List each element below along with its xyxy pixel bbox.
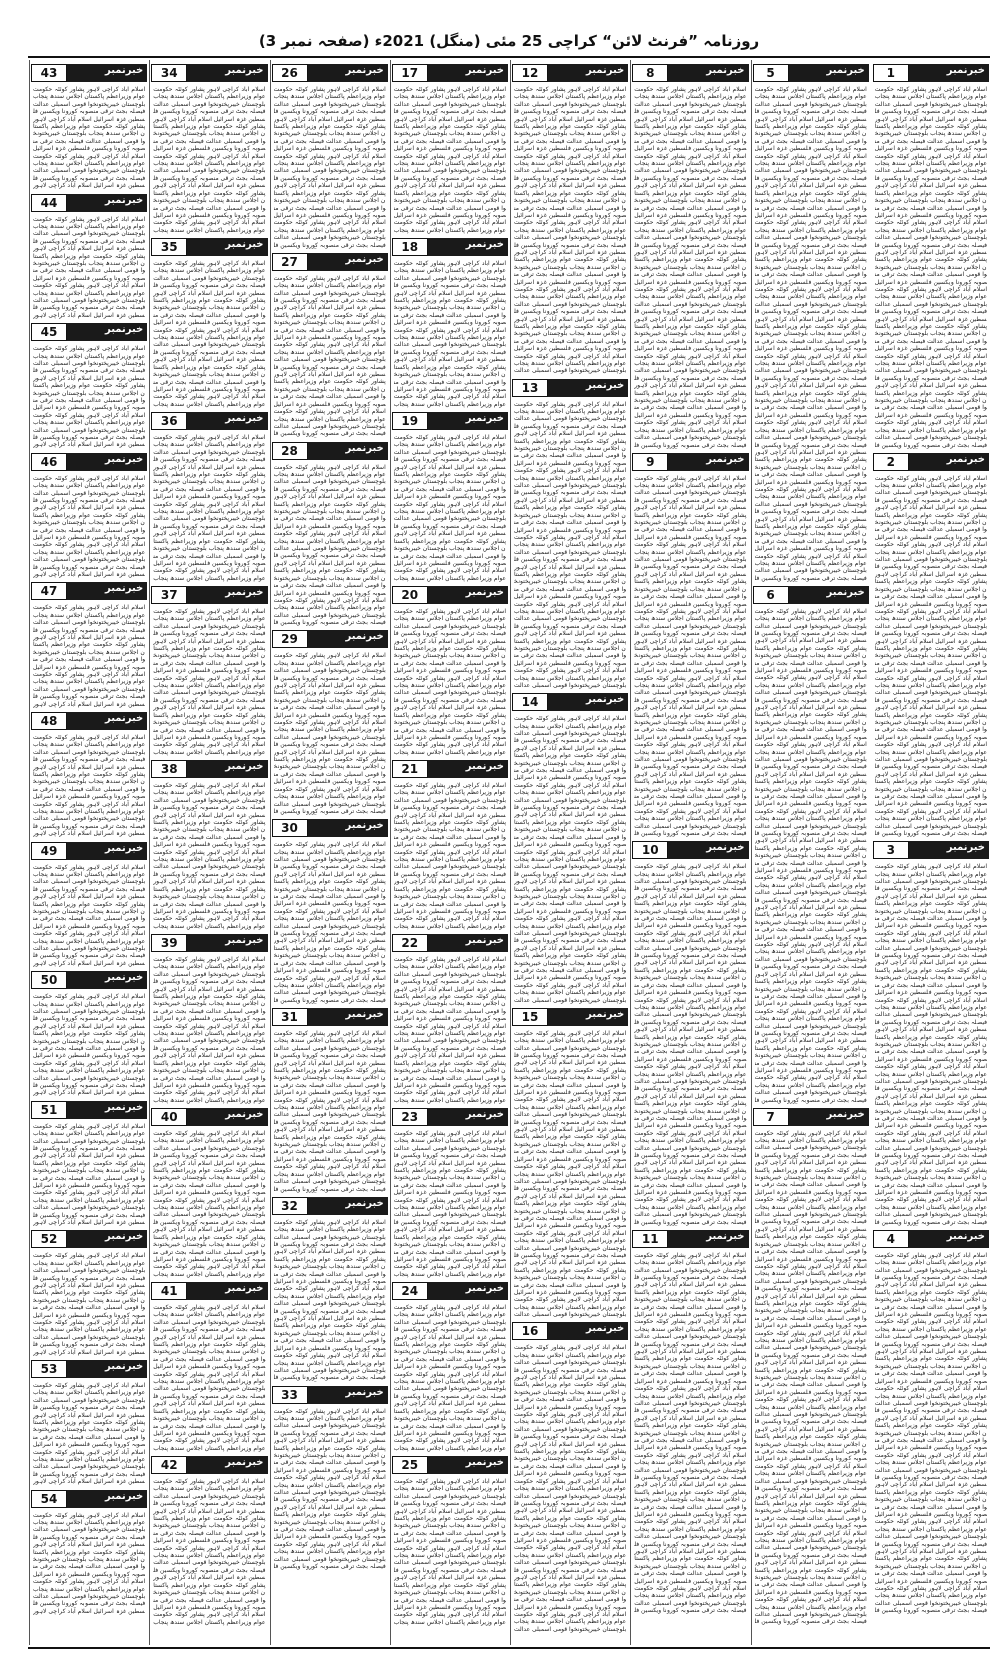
news-item-body: اسلام آباد کراچی لاہور پشاور کوئٹہ حکومت عوام وزیراعظم پاکستان اجلاس سندھ پنجاب بلوچستان خیبرپختونخوا قومی اسمبلی عدالت فیصلہ بجٹ ترقی منصوبہ کورونا ویکسین فلسطین غزہ اسرائیل اسلام آباد کراچی لاہور پشاور کوئٹہ حکومت عوام وزیراعظم پاکستان اجلاس سندھ پنجاب بلوچستان خیبرپختونخوا قومی اسمبلی عدالت فیصلہ بجٹ ترقی منصوبہ کورونا ویکسین فلسطین غزہ اسرائیل اسلام آباد کراچی لاہور پشاور کوئٹہ حکومت عوام وزیراعظم پاکستان اجلاس سندھ پنجاب بلوچستان خیبرپختونخوا قومی اسمبلی عدالت فیصلہ بجٹ ترقی منصوبہ کورونا ویکسین فلسطین غزہ اسرائیل اسلام آباد کراچی لاہور پشاور کوئٹہ حکومت عوام وزیراعظم پاکستان اجلاس سندھ پنجاب بلوچستان خیبرپختونخوا قومی اسمبلی عدالت فیصلہ بجٹ ترقی منصوبہ کورونا ویکسین فلسطین غزہ اسرائیل اسلام آباد کراچی لاہور پشاور کوئٹہ حکومت عوام وزیراعظم پاکستان اجلاس سندھ پنجاب بلوچستان خیبرپختونخوا قومی اسمبلی عدالت فیصلہ بجٹ ترقی منصوبہ کورونا ویکسین فل xyxy=(273,274,386,438)
news-item-number: 41 xyxy=(151,1282,187,1300)
news-item-tag xyxy=(272,630,388,648)
news-item-label: خبرنمبر xyxy=(225,935,264,946)
news-item-label: خبرنمبر xyxy=(465,239,504,250)
news-item-tag xyxy=(31,582,147,600)
news-item-label: خبرنمبر xyxy=(465,65,504,76)
news-item-body: اسلام آباد کراچی لاہور پشاور کوئٹہ حکومت عوام وزیراعظم پاکستان اجلاس سندھ پنجاب بلوچستان خیبرپختونخوا قومی اسمبلی عدالت فیصلہ بجٹ ترقی منصوبہ کورونا ویکسین فلسطین غزہ اسرائیل اسلام آباد کراچی لاہور پشاور کوئٹہ حکومت عوام وزیراعظم پاکستان اجلاس سندھ پنجاب بلوچستان خیبرپختونخوا قومی اسمبلی عدالت فیصلہ بجٹ ترقی منصوبہ کورونا ویکسین فلسطین غزہ اسرائیل اسلام آباد کراچی لاہور پشاور کوئٹہ حکومت عوام وزیراعظم پاکستان اجلاس سندھ پنجاب بلوچستان خیبرپختونخوا قومی اسمبلی عدالت فیصلہ بجٹ ترقی منصوبہ کورونا ویکسین فلسطین غزہ اسرائیل اسلام آباد کراچی لاہور پشاور کوئٹہ حکومت عوام وزیراعظم پاکستان اجلاس سندھ پنجاب بلوچستان خیبرپختونخوا قومی اسمبلی عدالت فیصلہ بجٹ ترقی منصوبہ کورونا ویکسین فلسطین غزہ اسرائیل اسلام آباد کراچی لاہور پشاور کوئٹہ حکومت عوام وزیراعظم پاکستان اجلاس سندھ پنجاب بلوچستان خیبرپختونخوا قومی اسمبلی عدالت فیصلہ بجٹ ترقی منصوبہ کورونا ویکسین فلسطین غزہ اسرائیل اسلام آباد کراچی لاہور پشاور کوئٹہ حکومت عوام وزیراعظم پاکستان اجلاس سندھ پنجاب بلوچستان خیبرپختونخوا قومی اسمبلی عدالت فیصلہ بجٹ ترقی منصوبہ کورونا ویکسین فلسطین غزہ اسرائیل اسلام آباد کراچی لاہور پشاور کوئٹہ حکومت عوام وزیراعظم پاکستان اجلاس سندھ پنجاب بلوچستان خیبرپختونخوا قومی اسمبلی عدالت فیصلہ بجٹ ترقی منصوبہ کورونا ویکسین فلسطین غزہ اسرائیل اسلام آباد کراچی لاہور پشاور کوئٹہ حکومت عوام وزیراعظم پاکستان اجلاس سندھ پنجاب بلوچستان خیبرپختونخوا قومی اسمبلی عدالت فیصلہ بجٹ ترقی منصوبہ کورونا ویکسین فلسطین غزہ اسرائیل اسلام آباد کراچی لاہور پشاور کوئٹہ حکومت عوام وزیراعظم پاکستان اجلاس سندھ پنجاب بلوچستان خیبرپختونخوا قومی اسمبلی عدالت فیصلہ بجٹ ترقی منصوبہ کورونا ویکسین فلسطین غزہ اسرائیل اسلام آباد کراچی لاہور پشاور کوئٹہ حکومت عوام وزیراعظم پاکستان اجلاس سندھ پنجاب بلوچستان خیبرپختونخوا قومی اسمبلی عدالت فیصلہ بجٹ ترقی منصوبہ کورونا ویکسین فلسطین غزہ اسرائیل اسلام آباد کراچی لاہور پشاور کوئٹہ حکومت عوام وزیراعظم پاکستان اجلاس سندھ پنجاب بلوچستان خیبرپختونخوا قومی اسمبلی عدالت فیصلہ بجٹ ترقی منصوبہ کورونا ویکسین فلسطین غزہ اسرائیل اسلام آباد کراچی لاہور پشاور کوئٹہ حکومت عوام وزیراعظم پاکستان اجلاس سندھ پنجاب بلوچستان خیبرپختونخوا قومی اسمبلی عدالت فیصلہ بجٹ ترقی منصوبہ کورونا ویکسین فلسطین غزہ اسرائیل اسلام آباد کراچی لاہور پشاور کوئٹہ حکومت عوام وزیراعظم پاکستان اجلاس سندھ پنجاب بلوچستان خیبرپختونخوا قومی اسمبلی عدالت فیصلہ بجٹ ترقی منصوبہ کورونا ویکسین فلسطین غزہ اسرائیل اسلام آباد کراچی لاہور پشاور کوئٹہ حکومت عوام وزیراعظم پاکستان اجلاس سندھ پنجاب بلوچستان خیبرپختونخوا قومی اسمبلی عدالت فیصلہ بجٹ ترقی منصوبہ کورونا ویکسین فلسطین غزہ اسرائیل اسلام آباد کراچی لاہور پشاور کوئٹہ حکومت عوام وزیراعظم پاکستان اجلاس سندھ پنجاب بلوچستان خیبرپختونخوا قومی اسمبلی عدالت فیصلہ بجٹ ترقی منصوبہ کورونا ویکسین فل xyxy=(754,1129,867,1626)
news-item-tag xyxy=(512,379,628,397)
news-item-tag xyxy=(31,712,147,730)
news-item-tag xyxy=(272,819,388,837)
news-item-body: اسلام آباد کراچی لاہور پشاور کوئٹہ حکومت عوام وزیراعظم پاکستان اجلاس سندھ پنجاب بلوچستان خیبرپختونخوا قومی اسمبلی عدالت فیصلہ بجٹ ترقی منصوبہ کورونا ویکسین فلسطین غزہ اسرائیل اسلام آباد کراچی لاہور پشاور کوئٹہ حکومت عوام وزیراعظم پاکستان اجلاس سندھ پنجاب بلوچستان خیبرپختونخوا قومی اسمبلی عدالت فیصلہ بجٹ ترقی منصوبہ کورونا ویکسین فلسطین غزہ اسرائیل اسلام آباد کراچی لاہور پشاور کوئٹہ حکومت عوام وزیراعظم پاکستان اجلاس سندھ پنجاب بلوچستان خیبرپختونخوا قومی اسمبلی عدالت فیصلہ بجٹ ترقی منصوبہ کورونا ویکسین فلسطین غزہ اسرائیل اسلام آباد کراچی لاہور پشاور کوئٹہ حکومت عوام وزیراعظم پاکستان اجلاس سندھ پنجاب بلوچستان خیبرپختونخوا قومی اسمبلی عدالت فیصلہ بجٹ ترقی منصوبہ کورونا ویکسین فلسطین غزہ اسرائیل اسلام آباد کراچی لاہور پشاور کوئٹہ حکومت عوام وزیراعظم پاکستان اجلاس سندھ پنجاب بلوچستان خیبرپختونخوا قومی اسمبلی عدالت فیصلہ بجٹ ترقی منصوبہ کورونا ویکسین فل xyxy=(273,841,386,1004)
news-item-body: اسلام آباد کراچی لاہور پشاور کوئٹہ حکومت عوام وزیراعظم پاکستان اجلاس سندھ پنجاب بلوچستان خیبرپختونخوا قومی اسمبلی عدالت فیصلہ بجٹ ترقی منصوبہ کورونا ویکسین فلسطین غزہ اسرائیل اسلام آباد کراچی لاہور پشاور کوئٹہ حکومت عوام وزیراعظم پاکستان اجلاس سندھ پنجاب بلوچستان خیبرپختونخوا قومی اسمبلی عدالت فیصلہ بجٹ ترقی منصوبہ کورونا ویکسین فلسطین غزہ اسرائیل اسلام آباد کراچی لاہور پشاور کوئٹہ حکومت عوام وزیراعظم پاکستان اجلاس سندھ پنجاب بلوچستان خیبرپختونخوا قومی اسمبلی عدالت فیصلہ بجٹ ترقی منصوبہ کورونا ویکسین فلسطین غزہ اسرائیل اسلام آباد کراچی لاہور پشاور کوئٹہ حکومت عوام وزیراعظم پاکستان اجلاس سندھ پنجاب بلوچستان خیبرپختونخوا قومی اسمبلی عدالت فیصلہ بجٹ ترقی منصوبہ کورونا ویکسین فلسطین غزہ اسرائیل اسلام آباد کراچی لاہور پشاور کوئٹہ حکومت عوام وزیراعظم پاکستان اجلاس سندھ پنجاب xyxy=(393,86,506,234)
news-item-number: 17 xyxy=(392,64,428,82)
news-item-tag xyxy=(272,253,388,271)
news-col-4 xyxy=(510,60,629,1645)
news-item-body: اسلام آباد کراچی لاہور پشاور کوئٹہ حکومت عوام وزیراعظم پاکستان اجلاس سندھ پنجاب بلوچستان خیبرپختونخوا قومی اسمبلی عدالت فیصلہ بجٹ ترقی منصوبہ کورونا ویکسین فلسطین غزہ اسرائیل اسلام آباد کراچی لاہور پشاور کوئٹہ حکومت عوام وزیراعظم پاکستان اجلاس سندھ پنجاب بلوچستان خیبرپختونخوا قومی اسمبلی عدالت فیصلہ بجٹ ترقی منصوبہ کورونا ویکسین فلسطین غزہ اسرائیل اسلام آباد کراچی لاہور پشاور کوئٹہ حکومت عوام وزیراعظم پاکستان اجلاس سندھ پنجاب بلوچستان خیبرپختونخوا قومی اسمبلی عدالت فیصلہ بجٹ ترقی منصوبہ کورونا ویکسین فلسطین غزہ اسرائیل اسلام آباد کراچی لاہور پشاور کوئٹہ حکومت عوام وزیراعظم پاکستان اجلاس سندھ پنجاب بلوچستان خیبرپختونخوا قومی اسمبلی عدالت فیصلہ بجٹ ترقی منصوبہ کورونا ویکسین فلسطین غزہ اسرائیل اسلام آباد کراچی لاہور پشاور کوئٹہ حکومت عوام وزیراعظم پاکستان اجلاس سندھ پنجاب بلوچستان خیبرپختونخوا قومی اسمبلی عدالت فیصلہ بجٹ ترقی منصوبہ کورونا ویکسین فلسطین غزہ اسرائیل اسلام آباد کراچی لاہور پشاور کوئٹہ حکومت عوام وزیراعظم پاکستان اجلاس سندھ پنجاب بلوچستان خیبرپختونخوا قومی اسمبلی عدالت فیصلہ بجٹ ترقی منصوبہ کورونا ویکسین فلسطین غزہ اسرائیل اسلام آباد کراچی لاہور پشاور کوئٹہ حکومت عوام وزیراعظم پاکستان اجلاس سندھ پنجاب بلوچستان خیبرپختونخوا قومی اسمبلی عدالت فیصلہ بجٹ ترقی منصوبہ کورونا ویکسین فلسطین غزہ اسرائیل اسلام آباد کراچی لاہور پشاور کوئٹہ حکومت عوام وزیراعظم پاکستان اجلاس سندھ پنجاب بلوچستان خیبرپختونخوا قومی اسمبلی عدالت فیصلہ بجٹ ترقی منصوبہ کورونا ویکسین فلسطین غزہ اسرائیل اسلام آباد کراچی لاہور پشاور کوئٹہ حکومت عوام وزیراعظم پاکستان اجلاس سندھ پنجاب بلوچستان خیبرپختونخوا قومی اسمبلی عدالت xyxy=(514,1344,627,1633)
news-item-body: اسلام آباد کراچی لاہور پشاور کوئٹہ حکومت عوام وزیراعظم پاکستان اجلاس سندھ پنجاب بلوچستان خیبرپختونخوا قومی اسمبلی عدالت فیصلہ بجٹ ترقی منصوبہ کورونا ویکسین فلسطین غزہ اسرائیل اسلام آباد کراچی لاہور پشاور کوئٹہ حکومت عوام وزیراعظم پاکستان اجلاس سندھ پنجاب بلوچستان خیبرپختونخوا قومی اسمبلی عدالت فیصلہ بجٹ ترقی منصوبہ کورونا ویکسین فلسطین غزہ اسرائیل اسلام آباد کراچی لاہور پشاور کوئٹہ حکومت عوام وزیراعظم پاکستان اجلاس سندھ پنجاب بلوچستان خیبرپختونخوا قومی اسمبلی عدالت فیصلہ بجٹ ترقی منصوبہ کورونا ویکسین فلسطین غزہ اسرائیل اسلام آباد کراچی لاہور پشاور کوئٹہ حکومت عوام وزیراعظم پاکستان اجلاس سندھ پنجاب بلوچستان خیبرپختونخوا قومی اسمبلی عدالت فیصلہ بجٹ ترقی منصوبہ کورونا ویکسین فلسطین غزہ اسرائیل اسلام آباد کراچی لاہور پشاور کوئٹہ حکومت عوام وزیراعظم پاکستان اجلاس سندھ پنجاب بلوچستان خیبرپختونخوا قومی اسمبلی عدالت فیصلہ بجٹ ترقی منصوبہ کورونا ویکسین فل xyxy=(273,86,386,249)
news-item-tag xyxy=(31,842,147,860)
news-item-label: خبرنمبر xyxy=(225,413,264,424)
news-item-tag xyxy=(392,934,508,952)
news-item-tag xyxy=(272,1008,388,1026)
news-item-label: خبرنمبر xyxy=(345,65,384,76)
news-item-tag xyxy=(873,1230,989,1248)
news-item-body: اسلام آباد کراچی لاہور پشاور کوئٹہ حکومت عوام وزیراعظم پاکستان اجلاس سندھ پنجاب بلوچستان خیبرپختونخوا قومی اسمبلی عدالت فیصلہ بجٹ ترقی منصوبہ کورونا ویکسین فلسطین غزہ اسرائیل اسلام آباد کراچی لاہور پشاور کوئٹہ حکومت عوام وزیراعظم پاکستان اجلاس سندھ پنجاب بلوچستان خیبرپختونخوا قومی اسمبلی عدالت فیصلہ بجٹ ترقی منصوبہ کورونا ویکسین فلسطین غزہ اسرائیل اسلام آباد کراچی لاہور پشاور کوئٹہ حکومت عوام وزیراعظم پاکستان اجلاس سندھ پنجاب بلوچستان خیبرپختونخوا قومی اسمبلی عدالت فیصلہ بجٹ ترقی منصوبہ کورونا ویکسین فلسطین غزہ اسرائیل اسلام آباد کراچی لاہور پشاور کوئٹہ حکومت عوام وزیراعظم پاکستان اجلاس سندھ پنجاب بلوچستان خیبرپختونخوا قومی اسمبلی عدالت فیصلہ بجٹ ترقی منصوبہ کورونا ویکسین فلسطین غزہ اسرائیل اسلام آباد کراچی لاہور پشاور کوئٹہ حکومت عوام وزیراعظم پاکستان اجلاس سندھ پنجاب xyxy=(393,608,506,756)
news-item-tag xyxy=(151,586,267,604)
news-item-label: خبرنمبر xyxy=(826,586,865,598)
news-item-number: 49 xyxy=(31,842,67,860)
news-columns xyxy=(28,60,990,1645)
news-item-label: خبرنمبر xyxy=(465,1457,504,1468)
news-item-tag xyxy=(272,1197,388,1215)
news-item-label: خبرنمبر xyxy=(104,583,144,595)
news-item-label: خبرنمبر xyxy=(585,65,625,76)
news-item-body: اسلام آباد کراچی لاہور پشاور کوئٹہ حکومت عوام وزیراعظم پاکستان اجلاس سندھ پنجاب بلوچستان خیبرپختونخوا قومی اسمبلی عدالت فیصلہ بجٹ ترقی منصوبہ کورونا ویکسین فلسطین غزہ اسرائیل اسلام آباد کراچی لاہور پشاور کوئٹہ حکومت عوام وزیراعظم پاکستان اجلاس سندھ پنجاب بلوچستان خیبرپختونخوا قومی اسمبلی عدالت فیصلہ بجٹ ترقی منصوبہ کورونا ویکسین فلسطین غزہ اسرائیل اسلام آباد کراچی لاہور پشاور کوئٹہ حکومت عوام وزیراعظم پاکستان اجلاس سندھ پنجاب بلوچستان خیبرپختونخوا قومی اسمبلی عدالت فیصلہ بجٹ ترقی منصوبہ کورونا ویکسین فلسطین غزہ اسرائیل اسلام آباد کراچی لاہور پشاور کوئٹہ حکومت عوام وزیراعظم پاکستان اجلاس سندھ پنجاب بلوچستان خیبرپختونخوا قومی اسمبلی عدالت فیصلہ بجٹ ترقی منصوبہ کورونا ویکسین فلسطین غزہ اسرائیل اسلام آباد کراچی لاہور پشاور کوئٹہ حکومت عوام وزیراعظم پاکستان اجلاس سندھ پنجاب xyxy=(153,1478,266,1626)
news-item-body: اسلام آباد کراچی لاہور پشاور کوئٹہ حکومت عوام وزیراعظم پاکستان اجلاس سندھ پنجاب بلوچستان خیبرپختونخوا قومی اسمبلی عدالت فیصلہ بجٹ ترقی منصوبہ کورونا ویکسین فلسطین غزہ اسرائیل اسلام آباد کراچی لاہور پشاور کوئٹہ حکومت عوام وزیراعظم پاکستان اجلاس سندھ پنجاب بلوچستان خیبرپختونخوا قومی اسمبلی عدالت فیصلہ بجٹ ترقی منصوبہ کورونا ویکسین فلسطین غزہ اسرائیل اسلام آباد کراچی لاہور پشاور کوئٹہ حکومت عوام وزیراعظم پاکستان اجلاس سندھ پنجاب بلوچستان خیبرپختونخوا قومی اسمبلی عدالت فیصلہ بجٹ ترقی منصوبہ کورونا ویکسین فلسطین غزہ اسرائیل اسلام آباد کراچی لاہور xyxy=(33,733,146,838)
news-col-2 xyxy=(751,60,870,1645)
news-item-label: خبرنمبر xyxy=(104,65,144,76)
news-item-label: خبرنمبر xyxy=(345,820,384,832)
news-item-label: خبرنمبر xyxy=(706,1230,745,1242)
news-item-number: 18 xyxy=(392,238,428,256)
news-item-body: اسلام آباد کراچی لاہور پشاور کوئٹہ حکومت عوام وزیراعظم پاکستان اجلاس سندھ پنجاب بلوچستان خیبرپختونخوا قومی اسمبلی عدالت فیصلہ بجٹ ترقی منصوبہ کورونا ویکسین فلسطین غزہ اسرائیل اسلام آباد کراچی لاہور پشاور کوئٹہ حکومت عوام وزیراعظم پاکستان اجلاس سندھ پنجاب بلوچستان خیبرپختونخوا قومی اسمبلی عدالت فیصلہ بجٹ ترقی منصوبہ کورونا ویکسین فلسطین غزہ اسرائیل اسلام آباد کراچی لاہور پشاور کوئٹہ حکومت عوام وزیراعظم پاکستان اجلاس سندھ پنجاب بلوچستان خیبرپختونخوا قومی اسمبلی عدالت فیصلہ بجٹ ترقی منصوبہ کورونا ویکسین فلسطین غزہ اسرائیل اسلام آباد کراچی لاہور xyxy=(33,1511,146,1615)
news-item-label: خبرنمبر xyxy=(706,65,745,76)
news-item-body: اسلام آباد کراچی لاہور پشاور کوئٹہ حکومت عوام وزیراعظم پاکستان اجلاس سندھ پنجاب بلوچستان خیبرپختونخوا قومی اسمبلی عدالت فیصلہ بجٹ ترقی منصوبہ کورونا ویکسین فلسطین غزہ اسرائیل اسلام آباد کراچی لاہور پشاور کوئٹہ حکومت عوام وزیراعظم پاکستان اجلاس سندھ پنجاب بلوچستان خیبرپختونخوا قومی اسمبلی عدالت فیصلہ بجٹ ترقی منصوبہ کورونا ویکسین فلسطین غزہ اسرائیل اسلام آباد کراچی لاہور پشاور کوئٹہ حکومت عوام وزیراعظم پاکستان اجلاس سندھ پنجاب بلوچستان خیبرپختونخوا قومی اسمبلی عدالت فیصلہ بجٹ ترقی منصوبہ کورونا ویکسین فلسطین غزہ اسرائیل اسلام آباد کراچی لاہور پشاور کوئٹہ حکومت عوام وزیراعظم پاکستان اجلاس سندھ پنجاب بلوچستان خیبرپختونخوا قومی اسمبلی عدالت فیصلہ بجٹ ترقی منصوبہ کورونا ویکسین فلسطین غزہ اسرائیل اسلام آباد کراچی لاہور پشاور کوئٹہ حکومت عوام وزیراعظم پاکستان اجلاس سندھ پنجاب xyxy=(153,86,266,234)
news-item-body: اسلام آباد کراچی لاہور پشاور کوئٹہ حکومت عوام وزیراعظم پاکستان اجلاس سندھ پنجاب بلوچستان خیبرپختونخوا قومی اسمبلی عدالت فیصلہ بجٹ ترقی منصوبہ کورونا ویکسین فلسطین غزہ اسرائیل اسلام آباد کراچی لاہور پشاور کوئٹہ حکومت عوام وزیراعظم پاکستان اجلاس سندھ پنجاب بلوچستان خیبرپختونخوا قومی اسمبلی عدالت فیصلہ بجٹ ترقی منصوبہ کورونا ویکسین فلسطین غزہ اسرائیل اسلام آباد کراچی لاہور پشاور کوئٹہ حکومت عوام وزیراعظم پاکستان اجلاس سندھ پنجاب بلوچستان خیبرپختونخوا قومی اسمبلی عدالت فیصلہ بجٹ ترقی منصوبہ کورونا ویکسین فلسطین غزہ اسرائیل اسلام آباد کراچی لاہور پشاور کوئٹہ حکومت عوام وزیراعظم پاکستان اجلاس سندھ پنجاب بلوچستان خیبرپختونخوا قومی اسمبلی عدالت فیصلہ بجٹ ترقی منصوبہ کورونا ویکسین فلسطین غزہ اسرائیل اسلام آباد کراچی لاہور پشاور کوئٹہ حکومت عوام وزیراعظم پاکستان اجلاس سندھ پنجاب بلوچستان خیبرپختونخوا قومی اسمبلی عدالت فیصلہ بجٹ ترقی منصوبہ کورونا ویکسین فلسطین غزہ اسرائیل اسلام آباد کراچی لاہور پشاور کوئٹہ حکومت عوام وزیراعظم پاکستان اجلاس سندھ پنجاب بلوچستان خیبرپختونخوا قومی اسمبلی عدالت فیصلہ بجٹ ترقی منصوبہ کورونا ویکسین فلسطین غزہ اسرائیل اسلام آباد کراچی لاہور پشاور کوئٹہ حکومت عوام وزیراعظم پاکستان اجلاس سندھ پنجاب بلوچستان خیبرپختونخوا قومی اسمبلی عدالت فیصلہ بجٹ ترقی منصوبہ کورونا ویکسین فلسطین غزہ اسرائیل اسلام آباد کراچی لاہور پشاور کوئٹہ حکومت عوام وزیراعظم پاکستان اجلاس سندھ پنجاب بلوچستان خیبرپختونخوا قومی اسمبلی عدالت فیصلہ بجٹ ترقی منصوبہ کورونا ویکسین فلسطین غزہ اسرائیل اسلام آباد کراچی لاہور پشاور کوئٹہ حکومت عوام وزیراعظم پاکستان اجلاس سندھ پنجاب بلوچستان خیبرپختونخوا قومی اسمبلی عدالت xyxy=(514,715,627,1004)
news-item-number: 12 xyxy=(512,64,548,82)
news-item-tag xyxy=(272,64,388,82)
news-item-body: اسلام آباد کراچی لاہور پشاور کوئٹہ حکومت عوام وزیراعظم پاکستان اجلاس سندھ پنجاب بلوچستان خیبرپختونخوا قومی اسمبلی عدالت فیصلہ بجٹ ترقی منصوبہ کورونا ویکسین فلسطین غزہ اسرائیل اسلام آباد کراچی لاہور پشاور کوئٹہ حکومت عوام وزیراعظم پاکستان اجلاس سندھ پنجاب بلوچستان خیبرپختونخوا قومی اسمبلی عدالت فیصلہ بجٹ ترقی منصوبہ کورونا ویکسین فلسطین غزہ اسرائیل اسلام آباد کراچی لاہور پشاور کوئٹہ حکومت عوام وزیراعظم پاکستان اجلاس سندھ پنجاب بلوچستان خیبرپختونخوا قومی اسمبلی عدالت فیصلہ بجٹ ترقی منصوبہ کورونا ویکسین فلسطین غزہ اسرائیل اسلام آباد کراچی لاہور پشاور کوئٹہ حکومت عوام وزیراعظم پاکستان اجلاس سندھ پنجاب بلوچستان خیبرپختونخوا قومی اسمبلی عدالت فیصلہ بجٹ ترقی منصوبہ کورونا ویکسین فلسطین غزہ اسرائیل اسلام آباد کراچی لاہور پشاور کوئٹہ حکومت عوام وزیراعظم پاکستان اجلاس سندھ پنجاب بلوچستان خیبرپختونخوا قومی اسمبلی عدالت فیصلہ بجٹ ترقی منصوبہ کورونا ویکسین فل xyxy=(273,652,386,815)
news-item-body: اسلام آباد کراچی لاہور پشاور کوئٹہ حکومت عوام وزیراعظم پاکستان اجلاس سندھ پنجاب بلوچستان خیبرپختونخوا قومی اسمبلی عدالت فیصلہ بجٹ ترقی منصوبہ کورونا ویکسین فلسطین غزہ اسرائیل اسلام آباد کراچی لاہور پشاور کوئٹہ حکومت عوام وزیراعظم پاکستان اجلاس سندھ پنجاب بلوچستان خیبرپختونخوا قومی اسمبلی عدالت فیصلہ بجٹ ترقی منصوبہ کورونا ویکسین فلسطین غزہ اسرائیل اسلام آباد کراچی لاہور پشاور کوئٹہ حکومت عوام وزیراعظم پاکستان اجلاس سندھ پنجاب بلوچستان خیبرپختونخوا قومی اسمبلی عدالت فیصلہ بجٹ ترقی منصوبہ کورونا ویکسین فلسطین غزہ اسرائیل اسلام آباد کراچی لاہور پشاور کوئٹہ حکومت عوام وزیراعظم پاکستان اجلاس سندھ پنجاب بلوچستان خیبرپختونخوا قومی اسمبلی عدالت فیصلہ بجٹ ترقی منصوبہ کورونا ویکسین فلسطین غزہ اسرائیل اسلام آباد کراچی لاہور پشاور کوئٹہ حکومت عوام وزیراعظم پاکستان اجلاس سندھ پنجاب xyxy=(393,782,506,930)
news-item-body: اسلام آباد کراچی لاہور پشاور کوئٹہ حکومت عوام وزیراعظم پاکستان اجلاس سندھ پنجاب بلوچستان خیبرپختونخوا قومی اسمبلی عدالت فیصلہ بجٹ ترقی منصوبہ کورونا ویکسین فلسطین غزہ اسرائیل اسلام آباد کراچی لاہور پشاور کوئٹہ حکومت عوام وزیراعظم پاکستان اجلاس سندھ پنجاب بلوچستان خیبرپختونخوا قومی اسمبلی عدالت فیصلہ بجٹ ترقی منصوبہ کورونا ویکسین فلسطین غزہ اسرائیل اسلام آباد کراچی لاہور پشاور کوئٹہ حکومت عوام وزیراعظم پاکستان اجلاس سندھ پنجاب بلوچستان خیبرپختونخوا قومی اسمبلی عدالت فیصلہ بجٹ ترقی منصوبہ کورونا ویکسین فلسطین غزہ اسرائیل اسلام آباد کراچی لاہور پشاور کوئٹہ حکومت عوام وزیراعظم پاکستان اجلاس سندھ پنجاب بلوچستان خیبرپختونخوا قومی اسمبلی عدالت فیصلہ بجٹ ترقی منصوبہ کورونا ویکسین فلسطین غزہ اسرائیل اسلام آباد کراچی لاہور پشاور کوئٹہ حکومت عوام وزیراعظم پاکستان اجلاس سندھ پنجاب بلوچستان خیبرپختونخوا قومی اسمبلی عدالت فیصلہ بجٹ ترقی منصوبہ کورونا ویکسین فلسطین غزہ اسرائیل اسلام آباد کراچی لاہور پشاور کوئٹہ حکومت عوام وزیراعظم پاکستان اجلاس سندھ پنجاب بلوچستان خیبرپختونخوا قومی اسمبلی عدالت فیصلہ بجٹ ترقی منصوبہ کورونا ویکسین فلسطین غزہ اسرائیل اسلام آباد کراچی لاہور پشاور کوئٹہ حکومت عوام وزیراعظم پاکستان اجلاس سندھ پنجاب بلوچستان خیبرپختونخوا قومی اسمبلی عدالت فیصلہ بجٹ ترقی منصوبہ کورونا ویکسین فلسطین غزہ اسرائیل اسلام آباد کراچی لاہور پشاور کوئٹہ حکومت عوام وزیراعظم پاکستان اجلاس سندھ پنجاب بلوچستان خیبرپختونخوا قومی اسمبلی عدالت فیصلہ بجٹ ترقی منصوبہ کورونا ویکسین فلسطین غزہ اسرائیل اسلام آباد کراچی لاہور پشاور کوئٹہ حکومت عوام وزیراعظم پاکستان اجلاس سندھ پنجاب بلوچستان خیبرپختونخوا قومی اسمبلی عدالت فیصلہ بجٹ ترقی منصوبہ کورونا ویکسین فلسطین غزہ اسرائیل اسلام آباد کراچی لاہور پشاور کوئٹہ حکومت عوام وزیراعظم پاکستان اجلاس سندھ پنجاب بلوچستان خیبرپختونخوا قومی اسمبلی عدالت فیصلہ بجٹ ترقی منصوبہ کورونا ویکسین فلسطین غزہ اسرائیل اسلام آباد کراچی لاہور پشاور کوئٹہ حکومت عوام وزیراعظم پاکستان اجلاس سندھ پنجاب بلوچستان خیبرپختونخوا قومی اسمبلی عدالت فیصلہ بجٹ ترقی منصوبہ کورونا ویکسین فلسطین غزہ اسرائیل اسلام آباد کراچی لاہور پشاور کوئٹہ حکومت عوام وزیراعظم پاکستان اجلاس سندھ پنجاب بلوچستان خیبرپختونخوا قومی اسمبلی عدالت فیصلہ بجٹ ترقی منصوبہ کورونا ویکسین فلسطین غزہ اسرائیل اسلام آباد کراچی لاہور پشاور کوئٹہ حکومت عوام وزیراعظم پاکستان اجلاس سندھ پنجاب بلوچستان خیبرپختونخوا قومی اسمبلی عدالت فیصلہ بجٹ ترقی منصوبہ کورونا ویکسین فلسطین غزہ اسرائیل اسلام آباد کراچی لاہور پشاور کوئٹہ حکومت عوام وزیراعظم پاکستان اجلاس سندھ پنجاب بلوچستان خیبرپختونخوا قومی اسمبلی عدالت فیصلہ بجٹ ترقی منصوبہ کورونا ویکسین فلسطین غزہ اسرائیل اسلام آباد کراچی لاہور پشاور کوئٹہ حکومت عوام وزیراعظم پاکستان اجلاس سندھ پنجاب بلوچستان خیبرپختونخوا قومی اسمبلی عدالت فیصلہ بجٹ ترقی منصوبہ کورونا ویکسین فل xyxy=(754,86,867,582)
masthead xyxy=(28,30,990,58)
news-item-tag xyxy=(151,1282,267,1300)
news-item-body: اسلام آباد کراچی لاہور پشاور کوئٹہ حکومت عوام وزیراعظم پاکستان اجلاس سندھ پنجاب بلوچستان خیبرپختونخوا قومی اسمبلی عدالت فیصلہ بجٹ ترقی منصوبہ کورونا ویکسین فلسطین غزہ اسرائیل اسلام آباد کراچی لاہور پشاور کوئٹہ حکومت عوام وزیراعظم پاکستان اجلاس سندھ پنجاب بلوچستان خیبرپختونخوا قومی اسمبلی عدالت فیصلہ بجٹ ترقی منصوبہ کورونا ویکسین فلسطین غزہ اسرائیل اسلام آباد کراچی لاہور پشاور کوئٹہ حکومت عوام وزیراعظم پاکستان اجلاس سندھ پنجاب بلوچستان خیبرپختونخوا قومی اسمبلی عدالت فیصلہ بجٹ ترقی منصوبہ کورونا ویکسین فلسطین غزہ اسرائیل اسلام آباد کراچی لاہور پشاور کوئٹہ حکومت عوام وزیراعظم پاکستان اجلاس سندھ پنجاب بلوچستان خیبرپختونخوا قومی اسمبلی عدالت فیصلہ بجٹ ترقی منصوبہ کورونا ویکسین فلسطین غزہ اسرائیل اسلام آباد کراچی لاہور پشاور کوئٹہ حکومت عوام وزیراعظم پاکستان اجلاس سندھ پنجاب xyxy=(153,1130,266,1278)
news-item-label: خبرنمبر xyxy=(104,842,144,854)
news-item-body: اسلام آباد کراچی لاہور پشاور کوئٹہ حکومت عوام وزیراعظم پاکستان اجلاس سندھ پنجاب بلوچستان خیبرپختونخوا قومی اسمبلی عدالت فیصلہ بجٹ ترقی منصوبہ کورونا ویکسین فلسطین غزہ اسرائیل اسلام آباد کراچی لاہور پشاور کوئٹہ حکومت عوام وزیراعظم پاکستان اجلاس سندھ پنجاب بلوچستان خیبرپختونخوا قومی اسمبلی عدالت فیصلہ بجٹ ترقی منصوبہ کورونا ویکسین فلسطین غزہ اسرائیل اسلام آباد کراچی لاہور پشاور کوئٹہ حکومت عوام وزیراعظم پاکستان اجلاس سندھ پنجاب بلوچستان خیبرپختونخوا قومی اسمبلی عدالت فیصلہ بجٹ ترقی منصوبہ کورونا ویکسین فلسطین غزہ اسرائیل اسلام آباد کراچی لاہور xyxy=(33,1381,146,1486)
news-item-body: اسلام آباد کراچی لاہور پشاور کوئٹہ حکومت عوام وزیراعظم پاکستان اجلاس سندھ پنجاب بلوچستان خیبرپختونخوا قومی اسمبلی عدالت فیصلہ بجٹ ترقی منصوبہ کورونا ویکسین فلسطین غزہ اسرائیل اسلام آباد کراچی لاہور پشاور کوئٹہ حکومت عوام وزیراعظم پاکستان اجلاس سندھ پنجاب بلوچستان خیبرپختونخوا قومی اسمبلی عدالت فیصلہ بجٹ ترقی منصوبہ کورونا ویکسین فلسطین غزہ اسرائیل اسلام آباد کراچی لاہور پشاور کوئٹہ حکومت عوام وزیراعظم پاکستان اجلاس سندھ پنجاب بلوچستان خیبرپختونخوا قومی اسمبلی عدالت فیصلہ بجٹ ترقی منصوبہ کورونا ویکسین فلسطین غزہ اسرائیل اسلام آباد کراچی لاہور پشاور کوئٹہ حکومت عوام وزیراعظم پاکستان اجلاس سندھ پنجاب بلوچستان خیبرپختونخوا قومی اسمبلی عدالت فیصلہ بجٹ ترقی منصوبہ کورونا ویکسین فلسطین غزہ اسرائیل اسلام آباد کراچی لاہور پشاور کوئٹہ حکومت عوام وزیراعظم پاکستان اجلاس سندھ پنجاب xyxy=(153,782,266,930)
news-item-label: خبرنمبر xyxy=(465,761,504,772)
news-item-body: اسلام آباد کراچی لاہور پشاور کوئٹہ حکومت عوام وزیراعظم پاکستان اجلاس سندھ پنجاب بلوچستان خیبرپختونخوا قومی اسمبلی عدالت فیصلہ بجٹ ترقی منصوبہ کورونا ویکسین فلسطین غزہ اسرائیل اسلام آباد کراچی لاہور پشاور کوئٹہ حکومت عوام وزیراعظم پاکستان اجلاس سندھ پنجاب بلوچستان خیبرپختونخوا قومی اسمبلی عدالت فیصلہ بجٹ ترقی منصوبہ کورونا ویکسین فلسطین غزہ اسرائیل اسلام آباد کراچی لاہور پشاور کوئٹہ حکومت عوام وزیراعظم پاکستان اجلاس سندھ پنجاب بلوچستان خیبرپختونخوا قومی اسمبلی عدالت فیصلہ بجٹ ترقی منصوبہ کورونا ویکسین فلسطین غزہ اسرائیل اسلام آباد کراچی لاہور پشاور کوئٹہ حکومت عوام وزیراعظم پاکستان اجلاس سندھ پنجاب بلوچستان خیبرپختونخوا قومی اسمبلی عدالت فیصلہ بجٹ ترقی منصوبہ کورونا ویکسین فلسطین غزہ اسرائیل اسلام آباد کراچی لاہور پشاور کوئٹہ حکومت عوام وزیراعظم پاکستان اجلاس سندھ پنجاب xyxy=(153,434,266,582)
news-item-body: اسلام آباد کراچی لاہور پشاور کوئٹہ حکومت عوام وزیراعظم پاکستان اجلاس سندھ پنجاب بلوچستان خیبرپختونخوا قومی اسمبلی عدالت فیصلہ بجٹ ترقی منصوبہ کورونا ویکسین فلسطین غزہ اسرائیل اسلام آباد کراچی لاہور پشاور کوئٹہ حکومت عوام وزیراعظم پاکستان اجلاس سندھ پنجاب بلوچستان خیبرپختونخوا قومی اسمبلی عدالت فیصلہ بجٹ ترقی منصوبہ کورونا ویکسین فلسطین غزہ اسرائیل اسلام آباد کراچی لاہور پشاور کوئٹہ حکومت عوام وزیراعظم پاکستان اجلاس سندھ پنجاب بلوچستان خیبرپختونخوا قومی اسمبلی عدالت فیصلہ بجٹ ترقی منصوبہ کورونا ویکسین فلسطین غزہ اسرائیل اسلام آباد کراچی لاہور پشاور کوئٹہ حکومت عوام وزیراعظم پاکستان اجلاس سندھ پنجاب بلوچستان خیبرپختونخوا قومی اسمبلی عدالت فیصلہ بجٹ ترقی منصوبہ کورونا ویکسین فلسطین غزہ اسرائیل اسلام آباد کراچی لاہور پشاور کوئٹہ حکومت عوام وزیراعظم پاکستان اجلاس سندھ پنجاب xyxy=(393,1478,506,1626)
news-item-number: 9 xyxy=(632,453,668,471)
news-item-tag xyxy=(31,323,147,341)
news-item-tag xyxy=(512,1008,628,1026)
news-item-body: اسلام آباد کراچی لاہور پشاور کوئٹہ حکومت عوام وزیراعظم پاکستان اجلاس سندھ پنجاب بلوچستان خیبرپختونخوا قومی اسمبلی عدالت فیصلہ بجٹ ترقی منصوبہ کورونا ویکسین فلسطین غزہ اسرائیل اسلام آباد کراچی لاہور پشاور کوئٹہ حکومت عوام وزیراعظم پاکستان اجلاس سندھ پنجاب بلوچستان خیبرپختونخوا قومی اسمبلی عدالت فیصلہ بجٹ ترقی منصوبہ کورونا ویکسین فلسطین غزہ اسرائیل اسلام آباد کراچی لاہور پشاور کوئٹہ حکومت عوام وزیراعظم پاکستان اجلاس سندھ پنجاب بلوچستان خیبرپختونخوا قومی اسمبلی عدالت فیصلہ بجٹ ترقی منصوبہ کورونا ویکسین فلسطین غزہ اسرائیل اسلام آباد کراچی لاہور پشاور کوئٹہ حکومت عوام وزیراعظم پاکستان اجلاس سندھ پنجاب بلوچستان خیبرپختونخوا قومی اسمبلی عدالت فیصلہ بجٹ ترقی منصوبہ کورونا ویکسین فلسطین غزہ اسرائیل اسلام آباد کراچی لاہور پشاور کوئٹہ حکومت عوام وزیراعظم پاکستان اجلاس سندھ پنجاب بلوچستان خیبرپختونخوا قومی اسمبلی عدالت فیصلہ بجٹ ترقی منصوبہ کورونا ویکسین فلسطین غزہ اسرائیل اسلام آباد کراچی لاہور پشاور کوئٹہ حکومت عوام وزیراعظم پاکستان اجلاس سندھ پنجاب بلوچستان خیبرپختونخوا قومی اسمبلی عدالت فیصلہ بجٹ ترقی منصوبہ کورونا ویکسین فلسطین غزہ اسرائیل اسلام آباد کراچی لاہور پشاور کوئٹہ حکومت عوام وزیراعظم پاکستان اجلاس سندھ پنجاب بلوچستان خیبرپختونخوا قومی اسمبلی عدالت فیصلہ بجٹ ترقی منصوبہ کورونا ویکسین فلسطین غزہ اسرائیل اسلام آباد کراچی لاہور پشاور کوئٹہ حکومت عوام وزیراعظم پاکستان اجلاس سندھ پنجاب بلوچستان خیبرپختونخوا قومی اسمبلی عدالت فیصلہ بجٹ ترقی منصوبہ کورونا ویکسین فلسطین غزہ اسرائیل اسلام آباد کراچی لاہور پشاور کوئٹہ حکومت عوام وزیراعظم پاکستان اجلاس سندھ پنجاب بلوچستان خیبرپختونخوا قومی اسمبلی عدالت فیصلہ بجٹ ترقی منصوبہ کورونا ویکسین فلسطین غزہ اسرائیل اسلام آباد کراچی لاہور پشاور کوئٹہ حکومت عوام وزیراعظم پاکستان اجلاس سندھ پنجاب بلوچستان خیبرپختونخوا قومی اسمبلی عدالت فیصلہ بجٹ ترقی منصوبہ کورونا ویکسین فلسطین غزہ اسرائیل اسلام آباد کراچی لاہور پشاور کوئٹہ حکومت عوام وزیراعظم پاکستان اجلاس سندھ پنجاب بلوچستان خیبرپختونخوا قومی اسمبلی عدالت فیصلہ بجٹ ترقی منصوبہ کورونا ویکسین فلسطین غزہ اسرائیل اسلام آباد کراچی لاہور پشاور کوئٹہ حکومت عوام وزیراعظم پاکستان اجلاس سندھ پنجاب بلوچستان خیبرپختونخوا قومی اسمبلی عدالت فیصلہ بجٹ ترقی منصوبہ کورونا ویکسین فلسطین غزہ اسرائیل اسلام آباد کراچی لاہور پشاور کوئٹہ حکومت عوام وزیراعظم پاکستان اجلاس سندھ پنجاب بلوچستان خیبرپختونخوا قومی اسمبلی عدالت فیصلہ بجٹ ترقی منصوبہ کورونا ویکسین فلسطین غزہ اسرائیل اسلام آباد کراچی لاہور پشاور کوئٹہ حکومت عوام وزیراعظم پاکستان اجلاس سندھ پنجاب بلوچستان خیبرپختونخوا قومی اسمبلی عدالت فیصلہ بجٹ ترقی منصوبہ کورونا ویکسین فلسطین غزہ اسرائیل اسلام آباد کراچی لاہور پشاور کوئٹہ حکومت عوام وزیراعظم پاکستان اجلاس سندھ پنجاب بلوچستان خیبرپختونخوا قومی اسمبلی عدالت فیصلہ بجٹ ترقی منصوبہ کورونا ویکسین فل xyxy=(754,607,867,1104)
news-item-body: اسلام آباد کراچی لاہور پشاور کوئٹہ حکومت عوام وزیراعظم پاکستان اجلاس سندھ پنجاب بلوچستان خیبرپختونخوا قومی اسمبلی عدالت فیصلہ بجٹ ترقی منصوبہ کورونا ویکسین فلسطین غزہ اسرائیل اسلام آباد کراچی لاہور پشاور کوئٹہ حکومت عوام وزیراعظم پاکستان اجلاس سندھ پنجاب بلوچستان خیبرپختونخوا قومی اسمبلی عدالت فیصلہ بجٹ ترقی منصوبہ کورونا ویکسین فلسطین غزہ اسرائیل اسلام آباد کراچی لاہور پشاور کوئٹہ حکومت عوام وزیراعظم پاکستان اجلاس سندھ پنجاب بلوچستان خیبرپختونخوا قومی اسمبلی عدالت فیصلہ بجٹ ترقی منصوبہ کورونا ویکسین فلسطین غزہ اسرائیل اسلام آباد کراچی لاہور پشاور کوئٹہ حکومت عوام وزیراعظم پاکستان اجلاس سندھ پنجاب بلوچستان خیبرپختونخوا قومی اسمبلی عدالت فیصلہ بجٹ ترقی منصوبہ کورونا ویکسین فلسطین غزہ اسرائیل اسلام آباد کراچی لاہور پشاور کوئٹہ حکومت عوام وزیراعظم پاکستان اجلاس سندھ پنجاب بلوچستان خیبرپختونخوا قومی اسمبلی عدالت فیصلہ بجٹ ترقی منصوبہ کورونا ویکسین فل xyxy=(273,1218,386,1382)
news-item-tag xyxy=(873,64,989,82)
news-item-tag xyxy=(512,693,628,711)
news-item-number: 46 xyxy=(31,453,67,471)
news-item-label: خبرنمبر xyxy=(946,65,985,76)
news-item-body: اسلام آباد کراچی لاہور پشاور کوئٹہ حکومت عوام وزیراعظم پاکستان اجلاس سندھ پنجاب بلوچستان خیبرپختونخوا قومی اسمبلی عدالت فیصلہ بجٹ ترقی منصوبہ کورونا ویکسین فلسطین غزہ اسرائیل اسلام آباد کراچی لاہور پشاور کوئٹہ حکومت عوام وزیراعظم پاکستان اجلاس سندھ پنجاب بلوچستان خیبرپختونخوا قومی اسمبلی عدالت فیصلہ بجٹ ترقی منصوبہ کورونا ویکسین فلسطین غزہ اسرائیل اسلام آباد کراچی لاہور پشاور کوئٹہ حکومت عوام وزیراعظم پاکستان اجلاس سندھ پنجاب بلوچستان خیبرپختونخوا قومی اسمبلی عدالت فیصلہ بجٹ ترقی منصوبہ کورونا ویکسین فلسطین غزہ اسرائیل اسلام آباد کراچی لاہور پشاور کوئٹہ حکومت عوام وزیراعظم پاکستان اجلاس سندھ پنجاب بلوچستان خیبرپختونخوا قومی اسمبلی عدالت فیصلہ بجٹ ترقی منصوبہ کورونا ویکسین فلسطین غزہ اسرائیل اسلام آباد کراچی لاہور پشاور کوئٹہ حکومت عوام وزیراعظم پاکستان اجلاس سندھ پنجاب بلوچستان خیبرپختونخوا قومی اسمبلی عدالت فیصلہ بجٹ ترقی منصوبہ کورونا ویکسین فلسطین غزہ اسرائیل اسلام آباد کراچی لاہور پشاور کوئٹہ حکومت عوام وزیراعظم پاکستان اجلاس سندھ پنجاب بلوچستان خیبرپختونخوا قومی اسمبلی عدالت فیصلہ بجٹ ترقی منصوبہ کورونا ویکسین فلسطین غزہ اسرائیل اسلام آباد کراچی لاہور پشاور کوئٹہ حکومت عوام وزیراعظم پاکستان اجلاس سندھ پنجاب بلوچستان خیبرپختونخوا قومی اسمبلی عدالت فیصلہ بجٹ ترقی منصوبہ کورونا ویکسین فلسطین غزہ اسرائیل اسلام آباد کراچی لاہور پشاور کوئٹہ حکومت عوام وزیراعظم پاکستان اجلاس سندھ پنجاب بلوچستان خیبرپختونخوا قومی اسمبلی عدالت فیصلہ بجٹ ترقی منصوبہ کورونا ویکسین فلسطین غزہ اسرائیل اسلام آباد کراچی لاہور پشاور کوئٹہ حکومت عوام وزیراعظم پاکستان اجلاس سندھ پنجاب بلوچستان خیبرپختونخوا قومی اسمبلی عدالت xyxy=(514,1029,627,1319)
news-item-body: اسلام آباد کراچی لاہور پشاور کوئٹہ حکومت عوام وزیراعظم پاکستان اجلاس سندھ پنجاب بلوچستان خیبرپختونخوا قومی اسمبلی عدالت فیصلہ بجٹ ترقی منصوبہ کورونا ویکسین فلسطین غزہ اسرائیل اسلام آباد کراچی لاہور پشاور کوئٹہ حکومت عوام وزیراعظم پاکستان اجلاس سندھ پنجاب بلوچستان خیبرپختونخوا قومی اسمبلی عدالت فیصلہ بجٹ ترقی منصوبہ کورونا ویکسین فلسطین غزہ اسرائیل اسلام آباد کراچی لاہور پشاور کوئٹہ حکومت عوام وزیراعظم پاکستان اجلاس سندھ پنجاب بلوچستان خیبرپختونخوا قومی اسمبلی عدالت فیصلہ بجٹ ترقی منصوبہ کورونا ویکسین فلسطین غزہ اسرائیل اسلام آباد کراچی لاہور پشاور کوئٹہ حکومت عوام وزیراعظم پاکستان اجلاس سندھ پنجاب بلوچستان خیبرپختونخوا قومی اسمبلی عدالت فیصلہ بجٹ ترقی منصوبہ کورونا ویکسین فلسطین غزہ اسرائیل اسلام آباد کراچی لاہور پشاور کوئٹہ حکومت عوام وزیراعظم پاکستان اجلاس سندھ پنجاب xyxy=(153,956,266,1104)
news-col-1 xyxy=(872,60,990,1645)
news-item-number: 1 xyxy=(873,64,909,82)
news-item-label: خبرنمبر xyxy=(345,1008,384,1020)
news-item-number: 28 xyxy=(272,442,308,460)
news-item-label: خبرنمبر xyxy=(345,1386,384,1398)
news-item-number: 15 xyxy=(512,1008,548,1026)
news-item-body: اسلام آباد کراچی لاہور پشاور کوئٹہ حکومت عوام وزیراعظم پاکستان اجلاس سندھ پنجاب بلوچستان خیبرپختونخوا قومی اسمبلی عدالت فیصلہ بجٹ ترقی منصوبہ کورونا ویکسین فلسطین غزہ اسرائیل اسلام آباد کراچی لاہور پشاور کوئٹہ حکومت عوام وزیراعظم پاکستان اجلاس سندھ پنجاب بلوچستان خیبرپختونخوا قومی اسمبلی عدالت فیصلہ بجٹ ترقی منصوبہ کورونا ویکسین فلسطین غزہ اسرائیل اسلام آباد کراچی لاہور پشاور کوئٹہ حکومت عوام وزیراعظم پاکستان اجلاس سندھ پنجاب بلوچستان خیبرپختونخوا قومی اسمبلی عدالت فیصلہ بجٹ ترقی منصوبہ کورونا ویکسین فلسطین غزہ اسرائیل اسلام آباد کراچی لاہور پشاور کوئٹہ حکومت عوام وزیراعظم پاکستان اجلاس سندھ پنجاب بلوچستان خیبرپختونخوا قومی اسمبلی عدالت فیصلہ بجٹ ترقی منصوبہ کورونا ویکسین فلسطین غزہ اسرائیل اسلام آباد کراچی لاہور پشاور کوئٹہ حکومت عوام وزیراعظم پاکستان اجلاس سندھ پنجاب بلوچستان خیبرپختونخوا قومی اسمبلی عدالت فیصلہ بجٹ ترقی منصوبہ کورونا ویکسین فلسطین غزہ اسرائیل اسلام آباد کراچی لاہور پشاور کوئٹہ حکومت عوام وزیراعظم پاکستان اجلاس سندھ پنجاب بلوچستان خیبرپختونخوا قومی اسمبلی عدالت فیصلہ بجٹ ترقی منصوبہ کورونا ویکسین فلسطین غزہ اسرائیل اسلام آباد کراچی لاہور پشاور کوئٹہ حکومت عوام وزیراعظم پاکستان اجلاس سندھ پنجاب بلوچستان خیبرپختونخوا قومی اسمبلی عدالت فیصلہ بجٹ ترقی منصوبہ کورونا ویکسین فلسطین غزہ اسرائیل اسلام آباد کراچی لاہور پشاور کوئٹہ حکومت عوام وزیراعظم پاکستان اجلاس سندھ پنجاب بلوچستان خیبرپختونخوا قومی اسمبلی عدالت فیصلہ بجٹ ترقی منصوبہ کورونا ویکسین فلسطین غزہ اسرائیل اسلام آباد کراچی لاہور پشاور کوئٹہ حکومت عوام وزیراعظم پاکستان اجلاس سندھ پنجاب بلوچستان خیبرپختونخوا قومی اسمبلی عدالت فیصلہ بجٹ ترقی منصوبہ کورونا ویکسین فلسطین غزہ اسرائیل اسلام آباد کراچی لاہور پشاور کوئٹہ حکومت عوام وزیراعظم پاکستان اجلاس سندھ پنجاب بلوچستان خیبرپختونخوا قومی اسمبلی عدالت فیصلہ بجٹ ترقی منصوبہ کورونا ویکسین فلسطین غزہ اسرائیل اسلام آباد کراچی لاہور پشاور کوئٹہ حکومت عوام وزیراعظم پاکستان اجلاس سندھ پنجاب بلوچستان خیبرپختونخوا قومی اسمبلی عدالت فیصلہ بجٹ ترقی منصوبہ کورونا ویکسین فل xyxy=(634,863,747,1226)
news-item-tag xyxy=(632,1230,748,1248)
news-item-label: خبرنمبر xyxy=(706,842,745,854)
news-item-number: 44 xyxy=(31,194,67,212)
news-item-label: خبرنمبر xyxy=(104,972,144,984)
news-item-tag xyxy=(151,1456,267,1474)
news-item-number: 7 xyxy=(753,1108,789,1126)
news-item-number: 14 xyxy=(512,693,548,711)
news-item-label: خبرنمبر xyxy=(225,65,264,76)
news-col-7 xyxy=(149,60,268,1645)
news-item-label: خبرنمبر xyxy=(345,631,384,643)
news-item-tag xyxy=(272,1386,388,1404)
news-item-body: اسلام آباد کراچی لاہور پشاور کوئٹہ حکومت عوام وزیراعظم پاکستان اجلاس سندھ پنجاب بلوچستان خیبرپختونخوا قومی اسمبلی عدالت فیصلہ بجٹ ترقی منصوبہ کورونا ویکسین فلسطین غزہ اسرائیل اسلام آباد کراچی لاہور پشاور کوئٹہ حکومت عوام وزیراعظم پاکستان اجلاس سندھ پنجاب بلوچستان خیبرپختونخوا قومی اسمبلی عدالت فیصلہ بجٹ ترقی منصوبہ کورونا ویکسین فلسطین غزہ اسرائیل اسلام آباد کراچی لاہور پشاور کوئٹہ حکومت عوام وزیراعظم پاکستان اجلاس سندھ پنجاب بلوچستان خیبرپختونخوا قومی اسمبلی عدالت فیصلہ بجٹ ترقی منصوبہ کورونا ویکسین فلسطین غزہ اسرائیل اسلام آباد کراچی لاہور xyxy=(33,474,146,579)
news-item-label: خبرنمبر xyxy=(465,413,504,424)
news-item-tag xyxy=(31,971,147,989)
news-item-label: خبرنمبر xyxy=(345,442,384,454)
news-item-number: 27 xyxy=(272,253,308,271)
news-item-number: 36 xyxy=(151,412,187,430)
news-item-label: خبرنمبر xyxy=(946,842,985,854)
news-item-tag xyxy=(31,1230,147,1248)
news-item-body: اسلام آباد کراچی لاہور پشاور کوئٹہ حکومت عوام وزیراعظم پاکستان اجلاس سندھ پنجاب بلوچستان خیبرپختونخوا قومی اسمبلی عدالت فیصلہ بجٹ ترقی منصوبہ کورونا ویکسین فلسطین غزہ اسرائیل اسلام آباد کراچی لاہور پشاور کوئٹہ حکومت عوام وزیراعظم پاکستان اجلاس سندھ پنجاب بلوچستان خیبرپختونخوا قومی اسمبلی عدالت فیصلہ بجٹ ترقی منصوبہ کورونا ویکسین فلسطین غزہ اسرائیل اسلام آباد کراچی لاہور پشاور کوئٹہ حکومت عوام وزیراعظم پاکستان اجلاس سندھ پنجاب بلوچستان خیبرپختونخوا قومی اسمبلی عدالت فیصلہ بجٹ ترقی منصوبہ کورونا ویکسین فلسطین غزہ اسرائیل اسلام آباد کراچی لاہور xyxy=(33,604,146,708)
news-item-label: خبرنمبر xyxy=(345,1197,384,1209)
news-item-number: 23 xyxy=(392,1108,428,1126)
news-item-body: اسلام آباد کراچی لاہور پشاور کوئٹہ حکومت عوام وزیراعظم پاکستان اجلاس سندھ پنجاب بلوچستان خیبرپختونخوا قومی اسمبلی عدالت فیصلہ بجٹ ترقی منصوبہ کورونا ویکسین فلسطین غزہ اسرائیل اسلام آباد کراچی لاہور پشاور کوئٹہ حکومت عوام وزیراعظم پاکستان اجلاس سندھ پنجاب بلوچستان خیبرپختونخوا قومی اسمبلی عدالت فیصلہ بجٹ ترقی منصوبہ کورونا ویکسین فلسطین غزہ اسرائیل اسلام آباد کراچی لاہور پشاور کوئٹہ حکومت عوام وزیراعظم پاکستان اجلاس سندھ پنجاب بلوچستان خیبرپختونخوا قومی اسمبلی عدالت فیصلہ بجٹ ترقی منصوبہ کورونا ویکسین فلسطین غزہ اسرائیل اسلام آباد کراچی لاہور پشاور کوئٹہ حکومت عوام وزیراعظم پاکستان اجلاس سندھ پنجاب بلوچستان خیبرپختونخوا قومی اسمبلی عدالت فیصلہ بجٹ ترقی منصوبہ کورونا ویکسین فلسطین غزہ اسرائیل اسلام آباد کراچی لاہور پشاور کوئٹہ حکومت عوام وزیراعظم پاکستان اجلاس سندھ پنجاب xyxy=(393,956,506,1104)
news-item-label: خبرنمبر xyxy=(585,694,625,706)
news-col-5 xyxy=(390,60,509,1645)
news-item-number: 16 xyxy=(512,1322,548,1340)
news-item-number: 43 xyxy=(31,64,67,82)
news-item-number: 42 xyxy=(151,1456,187,1474)
news-item-tag xyxy=(512,1322,628,1340)
news-item-tag xyxy=(151,934,267,952)
news-item-tag xyxy=(272,442,388,460)
news-item-body: اسلام آباد کراچی لاہور پشاور کوئٹہ حکومت عوام وزیراعظم پاکستان اجلاس سندھ پنجاب بلوچستان خیبرپختونخوا قومی اسمبلی عدالت فیصلہ بجٹ ترقی منصوبہ کورونا ویکسین فلسطین غزہ اسرائیل اسلام آباد کراچی لاہور پشاور کوئٹہ حکومت عوام وزیراعظم پاکستان اجلاس سندھ پنجاب بلوچستان خیبرپختونخوا قومی اسمبلی عدالت فیصلہ بجٹ ترقی منصوبہ کورونا ویکسین فلسطین غزہ اسرائیل اسلام آباد کراچی لاہور پشاور کوئٹہ حکومت عوام وزیراعظم پاکستان اجلاس سندھ پنجاب بلوچستان خیبرپختونخوا قومی اسمبلی عدالت فیصلہ بجٹ ترقی منصوبہ کورونا ویکسین فلسطین غزہ اسرائیل اسلام آباد کراچی لاہور پشاور کوئٹہ حکومت عوام وزیراعظم پاکستان اجلاس سندھ پنجاب بلوچستان خیبرپختونخوا قومی اسمبلی عدالت فیصلہ بجٹ ترقی منصوبہ کورونا ویکسین فلسطین غزہ اسرائیل اسلام آباد کراچی لاہور پشاور کوئٹہ حکومت عوام وزیراعظم پاکستان اجلاس سندھ پنجاب بلوچستان خیبرپختونخوا قومی اسمبلی عدالت فیصلہ بجٹ ترقی منصوبہ کورونا ویکسین فلسطین غزہ اسرائیل اسلام آباد کراچی لاہور پشاور کوئٹہ حکومت عوام وزیراعظم پاکستان اجلاس سندھ پنجاب بلوچستان خیبرپختونخوا قومی اسمبلی عدالت فیصلہ بجٹ ترقی منصوبہ کورونا ویکسین فلسطین غزہ اسرائیل اسلام آباد کراچی لاہور پشاور کوئٹہ حکومت عوام وزیراعظم پاکستان اجلاس سندھ پنجاب بلوچستان خیبرپختونخوا قومی اسمبلی عدالت فیصلہ بجٹ ترقی منصوبہ کورونا ویکسین فلسطین غزہ اسرائیل اسلام آباد کراچی لاہور پشاور کوئٹہ حکومت عوام وزیراعظم پاکستان اجلاس سندھ پنجاب بلوچستان خیبرپختونخوا قومی اسمبلی عدالت فیصلہ بجٹ ترقی منصوبہ کورونا ویکسین فلسطین غزہ اسرائیل اسلام آباد کراچی لاہور پشاور کوئٹہ حکومت عوام وزیراعظم پاکستان اجلاس سندھ پنجاب بلوچستان خیبرپختونخوا قومی اسمبلی عدالت فیصلہ بجٹ ترقی منصوبہ کورونا ویکسین فلسطین غزہ اسرائیل اسلام آباد کراچی لاہور پشاور کوئٹہ حکومت عوام وزیراعظم پاکستان اجلاس سندھ پنجاب بلوچستان خیبرپختونخوا قومی اسمبلی عدالت فیصلہ بجٹ ترقی منصوبہ کورونا ویکسین فلسطین غزہ اسرائیل اسلام آباد کراچی لاہور پشاور کوئٹہ حکومت عوام وزیراعظم پاکستان اجلاس سندھ پنجاب بلوچستان خیبرپختونخوا قومی اسمبلی عدالت فیصلہ بجٹ ترقی منصوبہ کورونا ویکسین فل xyxy=(874,863,987,1226)
news-item-tag xyxy=(873,841,989,859)
masthead-title: روزنامہ ”فرنٹ لائن“ کراچی 25 مئی (منگل) 2021ء (صفحہ نمبر 3) xyxy=(258,32,760,50)
news-item-body: اسلام آباد کراچی لاہور پشاور کوئٹہ حکومت عوام وزیراعظم پاکستان اجلاس سندھ پنجاب بلوچستان خیبرپختونخوا قومی اسمبلی عدالت فیصلہ بجٹ ترقی منصوبہ کورونا ویکسین فلسطین غزہ اسرائیل اسلام آباد کراچی لاہور پشاور کوئٹہ حکومت عوام وزیراعظم پاکستان اجلاس سندھ پنجاب بلوچستان خیبرپختونخوا قومی اسمبلی عدالت فیصلہ بجٹ ترقی منصوبہ کورونا ویکسین فلسطین غزہ اسرائیل اسلام آباد کراچی لاہور پشاور کوئٹہ حکومت عوام وزیراعظم پاکستان اجلاس سندھ پنجاب بلوچستان خیبرپختونخوا قومی اسمبلی عدالت فیصلہ بجٹ ترقی منصوبہ کورونا ویکسین فلسطین غزہ اسرائیل اسلام آباد کراچی لاہور xyxy=(33,215,146,319)
news-item-number: 8 xyxy=(632,64,668,82)
news-item-label: خبرنمبر xyxy=(104,324,144,336)
news-item-label: خبرنمبر xyxy=(465,1283,504,1294)
news-item-label: خبرنمبر xyxy=(706,453,745,465)
news-item-tag xyxy=(632,453,748,471)
news-item-number: 25 xyxy=(392,1456,428,1474)
news-item-tag xyxy=(632,64,748,82)
news-item-number: 40 xyxy=(151,1108,187,1126)
news-item-tag xyxy=(151,412,267,430)
news-item-number: 35 xyxy=(151,238,187,256)
news-item-label: خبرنمبر xyxy=(225,1283,264,1294)
news-item-number: 26 xyxy=(272,64,308,82)
news-item-number: 48 xyxy=(31,712,67,730)
news-item-number: 52 xyxy=(31,1230,67,1248)
news-item-tag xyxy=(753,586,869,604)
news-item-label: خبرنمبر xyxy=(104,194,144,206)
news-item-body: اسلام آباد کراچی لاہور پشاور کوئٹہ حکومت عوام وزیراعظم پاکستان اجلاس سندھ پنجاب بلوچستان خیبرپختونخوا قومی اسمبلی عدالت فیصلہ بجٹ ترقی منصوبہ کورونا ویکسین فلسطین غزہ اسرائیل اسلام آباد کراچی لاہور پشاور کوئٹہ حکومت عوام وزیراعظم پاکستان اجلاس سندھ پنجاب بلوچستان خیبرپختونخوا قومی اسمبلی عدالت فیصلہ بجٹ ترقی منصوبہ کورونا ویکسین فلسطین غزہ اسرائیل اسلام آباد کراچی لاہور پشاور کوئٹہ حکومت عوام وزیراعظم پاکستان اجلاس سندھ پنجاب بلوچستان خیبرپختونخوا قومی اسمبلی عدالت فیصلہ بجٹ ترقی منصوبہ کورونا ویکسین فلسطین غزہ اسرائیل اسلام آباد کراچی لاہور پشاور کوئٹہ حکومت عوام وزیراعظم پاکستان اجلاس سندھ پنجاب بلوچستان خیبرپختونخوا قومی اسمبلی عدالت فیصلہ بجٹ ترقی منصوبہ کورونا ویکسین فلسطین غزہ اسرائیل اسلام آباد کراچی لاہور پشاور کوئٹہ حکومت عوام وزیراعظم پاکستان اجلاس سندھ پنجاب xyxy=(393,1304,506,1452)
news-item-tag xyxy=(151,1108,267,1126)
news-item-body: اسلام آباد کراچی لاہور پشاور کوئٹہ حکومت عوام وزیراعظم پاکستان اجلاس سندھ پنجاب بلوچستان خیبرپختونخوا قومی اسمبلی عدالت فیصلہ بجٹ ترقی منصوبہ کورونا ویکسین فلسطین غزہ اسرائیل اسلام آباد کراچی لاہور پشاور کوئٹہ حکومت عوام وزیراعظم پاکستان اجلاس سندھ پنجاب بلوچستان خیبرپختونخوا قومی اسمبلی عدالت فیصلہ بجٹ ترقی منصوبہ کورونا ویکسین فلسطین غزہ اسرائیل اسلام آباد کراچی لاہور پشاور کوئٹہ حکومت عوام وزیراعظم پاکستان اجلاس سندھ پنجاب بلوچستان خیبرپختونخوا قومی اسمبلی عدالت فیصلہ بجٹ ترقی منصوبہ کورونا ویکسین فلسطین غزہ اسرائیل اسلام آباد کراچی لاہور xyxy=(33,86,146,190)
news-item-tag xyxy=(31,64,147,82)
news-item-tag xyxy=(392,412,508,430)
news-item-number: 22 xyxy=(392,934,428,952)
news-item-tag xyxy=(873,453,989,471)
news-item-body: اسلام آباد کراچی لاہور پشاور کوئٹہ حکومت عوام وزیراعظم پاکستان اجلاس سندھ پنجاب بلوچستان خیبرپختونخوا قومی اسمبلی عدالت فیصلہ بجٹ ترقی منصوبہ کورونا ویکسین فلسطین غزہ اسرائیل اسلام آباد کراچی لاہور پشاور کوئٹہ حکومت عوام وزیراعظم پاکستان اجلاس سندھ پنجاب بلوچستان خیبرپختونخوا قومی اسمبلی عدالت فیصلہ بجٹ ترقی منصوبہ کورونا ویکسین فلسطین غزہ اسرائیل اسلام آباد کراچی لاہور پشاور کوئٹہ حکومت عوام وزیراعظم پاکستان اجلاس سندھ پنجاب بلوچستان خیبرپختونخوا قومی اسمبلی عدالت فیصلہ بجٹ ترقی منصوبہ کورونا ویکسین فلسطین غزہ اسرائیل اسلام آباد کراچی لاہور پشاور کوئٹہ حکومت عوام وزیراعظم پاکستان اجلاس سندھ پنجاب بلوچستان خیبرپختونخوا قومی اسمبلی عدالت فیصلہ بجٹ ترقی منصوبہ کورونا ویکسین فلسطین غزہ اسرائیل اسلام آباد کراچی لاہور پشاور کوئٹہ حکومت عوام وزیراعظم پاکستان اجلاس سندھ پنجاب xyxy=(393,260,506,408)
news-item-tag xyxy=(392,1108,508,1126)
news-item-number: 47 xyxy=(31,582,67,600)
news-item-number: 20 xyxy=(392,586,428,604)
news-item-label: خبرنمبر xyxy=(465,1109,504,1120)
news-item-tag xyxy=(151,64,267,82)
news-item-tag xyxy=(31,1101,147,1119)
news-item-body: اسلام آباد کراچی لاہور پشاور کوئٹہ حکومت عوام وزیراعظم پاکستان اجلاس سندھ پنجاب بلوچستان خیبرپختونخوا قومی اسمبلی عدالت فیصلہ بجٹ ترقی منصوبہ کورونا ویکسین فلسطین غزہ اسرائیل اسلام آباد کراچی لاہور پشاور کوئٹہ حکومت عوام وزیراعظم پاکستان اجلاس سندھ پنجاب بلوچستان خیبرپختونخوا قومی اسمبلی عدالت فیصلہ بجٹ ترقی منصوبہ کورونا ویکسین فلسطین غزہ اسرائیل اسلام آباد کراچی لاہور پشاور کوئٹہ حکومت عوام وزیراعظم پاکستان اجلاس سندھ پنجاب بلوچستان خیبرپختونخوا قومی اسمبلی عدالت فیصلہ بجٹ ترقی منصوبہ کورونا ویکسین فلسطین غزہ اسرائیل اسلام آباد کراچی لاہور xyxy=(33,1122,146,1227)
news-item-label: خبرنمبر xyxy=(104,1490,144,1502)
news-item-label: خبرنمبر xyxy=(465,587,504,598)
news-item-number: 21 xyxy=(392,760,428,778)
news-col-8 xyxy=(29,60,148,1645)
news-item-number: 31 xyxy=(272,1008,308,1026)
footer-rule xyxy=(28,1647,990,1649)
news-item-number: 51 xyxy=(31,1101,67,1119)
news-item-body: اسلام آباد کراچی لاہور پشاور کوئٹہ حکومت عوام وزیراعظم پاکستان اجلاس سندھ پنجاب بلوچستان خیبرپختونخوا قومی اسمبلی عدالت فیصلہ بجٹ ترقی منصوبہ کورونا ویکسین فلسطین غزہ اسرائیل اسلام آباد کراچی لاہور پشاور کوئٹہ حکومت عوام وزیراعظم پاکستان اجلاس سندھ پنجاب بلوچستان خیبرپختونخوا قومی اسمبلی عدالت فیصلہ بجٹ ترقی منصوبہ کورونا ویکسین فلسطین غزہ اسرائیل اسلام آباد کراچی لاہور پشاور کوئٹہ حکومت عوام وزیراعظم پاکستان اجلاس سندھ پنجاب بلوچستان خیبرپختونخوا قومی اسمبلی عدالت فیصلہ بجٹ ترقی منصوبہ کورونا ویکسین فلسطین غزہ اسرائیل اسلام آباد کراچی لاہور پشاور کوئٹہ حکومت عوام وزیراعظم پاکستان اجلاس سندھ پنجاب بلوچستان خیبرپختونخوا قومی اسمبلی عدالت فیصلہ بجٹ ترقی منصوبہ کورونا ویکسین فلسطین غزہ اسرائیل اسلام آباد کراچی لاہور پشاور کوئٹہ حکومت عوام وزیراعظم پاکستان اجلاس سندھ پنجاب xyxy=(393,1130,506,1278)
news-item-label: خبرنمبر xyxy=(104,1101,144,1113)
news-item-number: 5 xyxy=(753,64,789,82)
news-item-body: اسلام آباد کراچی لاہور پشاور کوئٹہ حکومت عوام وزیراعظم پاکستان اجلاس سندھ پنجاب بلوچستان خیبرپختونخوا قومی اسمبلی عدالت فیصلہ بجٹ ترقی منصوبہ کورونا ویکسین فلسطین غزہ اسرائیل اسلام آباد کراچی لاہور پشاور کوئٹہ حکومت عوام وزیراعظم پاکستان اجلاس سندھ پنجاب بلوچستان خیبرپختونخوا قومی اسمبلی عدالت فیصلہ بجٹ ترقی منصوبہ کورونا ویکسین فلسطین غزہ اسرائیل اسلام آباد کراچی لاہور پشاور کوئٹہ حکومت عوام وزیراعظم پاکستان اجلاس سندھ پنجاب بلوچستان خیبرپختونخوا قومی اسمبلی عدالت فیصلہ بجٹ ترقی منصوبہ کورونا ویکسین فلسطین غزہ اسرائیل اسلام آباد کراچی لاہور xyxy=(33,863,146,967)
news-item-number: 29 xyxy=(272,630,308,648)
news-item-number: 50 xyxy=(31,971,67,989)
news-item-tag xyxy=(151,760,267,778)
news-item-body: اسلام آباد کراچی لاہور پشاور کوئٹہ حکومت عوام وزیراعظم پاکستان اجلاس سندھ پنجاب بلوچستان خیبرپختونخوا قومی اسمبلی عدالت فیصلہ بجٹ ترقی منصوبہ کورونا ویکسین فلسطین غزہ اسرائیل اسلام آباد کراچی لاہور پشاور کوئٹہ حکومت عوام وزیراعظم پاکستان اجلاس سندھ پنجاب بلوچستان خیبرپختونخوا قومی اسمبلی عدالت فیصلہ بجٹ ترقی منصوبہ کورونا ویکسین فلسطین غزہ اسرائیل اسلام آباد کراچی لاہور پشاور کوئٹہ حکومت عوام وزیراعظم پاکستان اجلاس سندھ پنجاب بلوچستان خیبرپختونخوا قومی اسمبلی عدالت فیصلہ بجٹ ترقی منصوبہ کورونا ویکسین فلسطین غزہ اسرائیل اسلام آباد کراچی لاہور پشاور کوئٹہ حکومت عوام وزیراعظم پاکستان اجلاس سندھ پنجاب بلوچستان خیبرپختونخوا قومی اسمبلی عدالت فیصلہ بجٹ ترقی منصوبہ کورونا ویکسین فلسطین غزہ اسرائیل اسلام آباد کراچی لاہور پشاور کوئٹہ حکومت عوام وزیراعظم پاکستان اجلاس سندھ پنجاب xyxy=(153,608,266,756)
news-item-label: خبرنمبر xyxy=(345,253,384,265)
news-item-tag xyxy=(392,586,508,604)
news-item-tag xyxy=(31,1360,147,1378)
news-item-number: 39 xyxy=(151,934,187,952)
news-item-tag xyxy=(512,64,628,82)
news-item-label: خبرنمبر xyxy=(826,1108,865,1120)
news-item-body: اسلام آباد کراچی لاہور پشاور کوئٹہ حکومت عوام وزیراعظم پاکستان اجلاس سندھ پنجاب بلوچستان خیبرپختونخوا قومی اسمبلی عدالت فیصلہ بجٹ ترقی منصوبہ کورونا ویکسین فلسطین غزہ اسرائیل اسلام آباد کراچی لاہور پشاور کوئٹہ حکومت عوام وزیراعظم پاکستان اجلاس سندھ پنجاب بلوچستان خیبرپختونخوا قومی اسمبلی عدالت فیصلہ بجٹ ترقی منصوبہ کورونا ویکسین فلسطین غزہ اسرائیل اسلام آباد کراچی لاہور پشاور کوئٹہ حکومت عوام وزیراعظم پاکستان اجلاس سندھ پنجاب بلوچستان خیبرپختونخوا قومی اسمبلی عدالت فیصلہ بجٹ ترقی منصوبہ کورونا ویکسین فلسطین غزہ اسرائیل اسلام آباد کراچی لاہور پشاور کوئٹہ حکومت عوام وزیراعظم پاکستان اجلاس سندھ پنجاب بلوچستان خیبرپختونخوا قومی اسمبلی عدالت فیصلہ بجٹ ترقی منصوبہ کورونا ویکسین فلسطین غزہ اسرائیل اسلام آباد کراچی لاہور پشاور کوئٹہ حکومت عوام وزیراعظم پاکستان اجلاس سندھ پنجاب بلوچستان خیبرپختونخوا قومی اسمبلی عدالت فیصلہ بجٹ ترقی منصوبہ کورونا ویکسین فل xyxy=(273,463,386,627)
news-item-body: اسلام آباد کراچی لاہور پشاور کوئٹہ حکومت عوام وزیراعظم پاکستان اجلاس سندھ پنجاب بلوچستان خیبرپختونخوا قومی اسمبلی عدالت فیصلہ بجٹ ترقی منصوبہ کورونا ویکسین فلسطین غزہ اسرائیل اسلام آباد کراچی لاہور پشاور کوئٹہ حکومت عوام وزیراعظم پاکستان اجلاس سندھ پنجاب بلوچستان خیبرپختونخوا قومی اسمبلی عدالت فیصلہ بجٹ ترقی منصوبہ کورونا ویکسین فلسطین غزہ اسرائیل اسلام آباد کراچی لاہور پشاور کوئٹہ حکومت عوام وزیراعظم پاکستان اجلاس سندھ پنجاب بلوچستان خیبرپختونخوا قومی اسمبلی عدالت فیصلہ بجٹ ترقی منصوبہ کورونا ویکسین فلسطین غزہ اسرائیل اسلام آباد کراچی لاہور پشاور کوئٹہ حکومت عوام وزیراعظم پاکستان اجلاس سندھ پنجاب بلوچستان خیبرپختونخوا قومی اسمبلی عدالت فیصلہ بجٹ ترقی منصوبہ کورونا ویکسین فلسطین غزہ اسرائیل اسلام آباد کراچی لاہور پشاور کوئٹہ حکومت عوام وزیراعظم پاکستان اجلاس سندھ پنجاب بلوچستان خیبرپختونخوا قومی اسمبلی عدالت فیصلہ بجٹ ترقی منصوبہ کورونا ویکسین فلسطین غزہ اسرائیل اسلام آباد کراچی لاہور پشاور کوئٹہ حکومت عوام وزیراعظم پاکستان اجلاس سندھ پنجاب بلوچستان خیبرپختونخوا قومی اسمبلی عدالت فیصلہ بجٹ ترقی منصوبہ کورونا ویکسین فلسطین غزہ اسرائیل اسلام آباد کراچی لاہور پشاور کوئٹہ حکومت عوام وزیراعظم پاکستان اجلاس سندھ پنجاب بلوچستان خیبرپختونخوا قومی اسمبلی عدالت فیصلہ بجٹ ترقی منصوبہ کورونا ویکسین فلسطین غزہ اسرائیل اسلام آباد کراچی لاہور پشاور کوئٹہ حکومت عوام وزیراعظم پاکستان اجلاس سندھ پنجاب بلوچستان خیبرپختونخوا قومی اسمبلی عدالت فیصلہ بجٹ ترقی منصوبہ کورونا ویکسین فلسطین غزہ اسرائیل اسلام آباد کراچی لاہور پشاور کوئٹہ حکومت عوام وزیراعظم پاکستان اجلاس سندھ پنجاب بلوچستان خیبرپختونخوا قومی اسمبلی عدالت فیصلہ بجٹ ترقی منصوبہ کورونا ویکسین فلسطین غزہ اسرائیل اسلام آباد کراچی لاہور پشاور کوئٹہ حکومت عوام وزیراعظم پاکستان اجلاس سندھ پنجاب بلوچستان خیبرپختونخوا قومی اسمبلی عدالت فیصلہ بجٹ ترقی منصوبہ کورونا ویکسین فلسطین غزہ اسرائیل اسلام آباد کراچی لاہور پشاور کوئٹہ حکومت عوام وزیراعظم پاکستان اجلاس سندھ پنجاب بلوچستان خیبرپختونخوا قومی اسمبلی عدالت فیصلہ بجٹ ترقی منصوبہ کورونا ویکسین فل xyxy=(874,474,987,838)
news-item-number: 24 xyxy=(392,1282,428,1300)
news-item-label: خبرنمبر xyxy=(585,1008,625,1020)
news-item-body: اسلام آباد کراچی لاہور پشاور کوئٹہ حکومت عوام وزیراعظم پاکستان اجلاس سندھ پنجاب بلوچستان خیبرپختونخوا قومی اسمبلی عدالت فیصلہ بجٹ ترقی منصوبہ کورونا ویکسین فلسطین غزہ اسرائیل اسلام آباد کراچی لاہور پشاور کوئٹہ حکومت عوام وزیراعظم پاکستان اجلاس سندھ پنجاب بلوچستان خیبرپختونخوا قومی اسمبلی عدالت فیصلہ بجٹ ترقی منصوبہ کورونا ویکسین فلسطین غزہ اسرائیل اسلام آباد کراچی لاہور پشاور کوئٹہ حکومت عوام وزیراعظم پاکستان اجلاس سندھ پنجاب بلوچستان خیبرپختونخوا قومی اسمبلی عدالت فیصلہ بجٹ ترقی منصوبہ کورونا ویکسین فلسطین غزہ اسرائیل اسلام آباد کراچی لاہور xyxy=(33,345,146,449)
news-item-tag xyxy=(753,1108,869,1126)
news-item-body: اسلام آباد کراچی لاہور پشاور کوئٹہ حکومت عوام وزیراعظم پاکستان اجلاس سندھ پنجاب بلوچستان خیبرپختونخوا قومی اسمبلی عدالت فیصلہ بجٹ ترقی منصوبہ کورونا ویکسین فلسطین غزہ اسرائیل اسلام آباد کراچی لاہور پشاور کوئٹہ حکومت عوام وزیراعظم پاکستان اجلاس سندھ پنجاب بلوچستان خیبرپختونخوا قومی اسمبلی عدالت فیصلہ بجٹ ترقی منصوبہ کورونا ویکسین فلسطین غزہ اسرائیل اسلام آباد کراچی لاہور پشاور کوئٹہ حکومت عوام وزیراعظم پاکستان اجلاس سندھ پنجاب بلوچستان خیبرپختونخوا قومی اسمبلی عدالت فیصلہ بجٹ ترقی منصوبہ کورونا ویکسین فلسطین غزہ اسرائیل اسلام آباد کراچی لاہور پشاور کوئٹہ حکومت عوام وزیراعظم پاکستان اجلاس سندھ پنجاب بلوچستان خیبرپختونخوا قومی اسمبلی عدالت فیصلہ بجٹ ترقی منصوبہ کورونا ویکسین فلسطین غزہ اسرائیل اسلام آباد کراچی لاہور پشاور کوئٹہ حکومت عوام وزیراعظم پاکستان اجلاس سندھ پنجاب xyxy=(153,260,266,408)
news-item-tag xyxy=(392,1456,508,1474)
news-item-tag xyxy=(31,1490,147,1508)
news-item-label: خبرنمبر xyxy=(585,379,625,391)
news-item-number: 53 xyxy=(31,1360,67,1378)
news-item-number: 4 xyxy=(873,1230,909,1248)
news-item-tag xyxy=(31,194,147,212)
news-item-tag xyxy=(392,1282,508,1300)
news-item-body: اسلام آباد کراچی لاہور پشاور کوئٹہ حکومت عوام وزیراعظم پاکستان اجلاس سندھ پنجاب بلوچستان خیبرپختونخوا قومی اسمبلی عدالت فیصلہ بجٹ ترقی منصوبہ کورونا ویکسین فلسطین غزہ اسرائیل اسلام آباد کراچی لاہور پشاور کوئٹہ حکومت عوام وزیراعظم پاکستان اجلاس سندھ پنجاب بلوچستان خیبرپختونخوا قومی اسمبلی عدالت فیصلہ بجٹ ترقی منصوبہ کورونا ویکسین فلسطین غزہ اسرائیل اسلام آباد کراچی لاہور پشاور کوئٹہ حکومت عوام وزیراعظم پاکستان اجلاس سندھ پنجاب بلوچستان خیبرپختونخوا قومی اسمبلی عدالت فیصلہ بجٹ ترقی منصوبہ کورونا ویکسین فلسطین غزہ اسرائیل اسلام آباد کراچی لاہور xyxy=(33,993,146,1097)
news-item-number: 19 xyxy=(392,412,428,430)
news-item-body: اسلام آباد کراچی لاہور پشاور کوئٹہ حکومت عوام وزیراعظم پاکستان اجلاس سندھ پنجاب بلوچستان خیبرپختونخوا قومی اسمبلی عدالت فیصلہ بجٹ ترقی منصوبہ کورونا ویکسین فلسطین غزہ اسرائیل اسلام آباد کراچی لاہور پشاور کوئٹہ حکومت عوام وزیراعظم پاکستان اجلاس سندھ پنجاب بلوچستان خیبرپختونخوا قومی اسمبلی عدالت فیصلہ بجٹ ترقی منصوبہ کورونا ویکسین فلسطین غزہ اسرائیل اسلام آباد کراچی لاہور پشاور کوئٹہ حکومت عوام وزیراعظم پاکستان اجلاس سندھ پنجاب بلوچستان خیبرپختونخوا قومی اسمبلی عدالت فیصلہ بجٹ ترقی منصوبہ کورونا ویکسین فلسطین غزہ اسرائیل اسلام آباد کراچی لاہور پشاور کوئٹہ حکومت عوام وزیراعظم پاکستان اجلاس سندھ پنجاب بلوچستان خیبرپختونخوا قومی اسمبلی عدالت فیصلہ بجٹ ترقی منصوبہ کورونا ویکسین فلسطین غزہ اسرائیل اسلام آباد کراچی لاہور پشاور کوئٹہ حکومت عوام وزیراعظم پاکستان اجلاس سندھ پنجاب بلوچستان خیبرپختونخوا قومی اسمبلی عدالت فیصلہ بجٹ ترقی منصوبہ کورونا ویکسین فلسطین غزہ اسرائیل اسلام آباد کراچی لاہور پشاور کوئٹہ حکومت عوام وزیراعظم پاکستان اجلاس سندھ پنجاب بلوچستان خیبرپختونخوا قومی اسمبلی عدالت فیصلہ بجٹ ترقی منصوبہ کورونا ویکسین فلسطین غزہ اسرائیل اسلام آباد کراچی لاہور پشاور کوئٹہ حکومت عوام وزیراعظم پاکستان اجلاس سندھ پنجاب بلوچستان خیبرپختونخوا قومی اسمبلی عدالت فیصلہ بجٹ ترقی منصوبہ کورونا ویکسین فلسطین غزہ اسرائیل اسلام آباد کراچی لاہور پشاور کوئٹہ حکومت عوام وزیراعظم پاکستان اجلاس سندھ پنجاب بلوچستان خیبرپختونخوا قومی اسمبلی عدالت فیصلہ بجٹ ترقی منصوبہ کورونا ویکسین فلسطین غزہ اسرائیل اسلام آباد کراچی لاہور پشاور کوئٹہ حکومت عوام وزیراعظم پاکستان اجلاس سندھ پنجاب بلوچستان خیبرپختونخوا قومی اسمبلی عدالت فیصلہ بجٹ ترقی منصوبہ کورونا ویکسین فلسطین غزہ اسرائیل اسلام آباد کراچی لاہور پشاور کوئٹہ حکومت عوام وزیراعظم پاکستان اجلاس سندھ پنجاب بلوچستان خیبرپختونخوا قومی اسمبلی عدالت فیصلہ بجٹ ترقی منصوبہ کورونا ویکسین فلسطین غزہ اسرائیل اسلام آباد کراچی لاہور پشاور کوئٹہ حکومت عوام وزیراعظم پاکستان اجلاس سندھ پنجاب بلوچستان خیبرپختونخوا قومی اسمبلی عدالت فیصلہ بجٹ ترقی منصوبہ کورونا ویکسین فل xyxy=(634,474,747,838)
news-item-label: خبرنمبر xyxy=(225,761,264,772)
news-item-label: خبرنمبر xyxy=(225,587,264,598)
news-item-number: 33 xyxy=(272,1386,308,1404)
news-item-tag xyxy=(392,64,508,82)
news-item-label: خبرنمبر xyxy=(946,453,985,465)
news-item-label: خبرنمبر xyxy=(826,65,865,76)
news-item-body: اسلام آباد کراچی لاہور پشاور کوئٹہ حکومت عوام وزیراعظم پاکستان اجلاس سندھ پنجاب بلوچستان خیبرپختونخوا قومی اسمبلی عدالت فیصلہ بجٹ ترقی منصوبہ کورونا ویکسین فلسطین غزہ اسرائیل اسلام آباد کراچی لاہور پشاور کوئٹہ حکومت عوام وزیراعظم پاکستان اجلاس سندھ پنجاب بلوچستان خیبرپختونخوا قومی اسمبلی عدالت فیصلہ بجٹ ترقی منصوبہ کورونا ویکسین فلسطین غزہ اسرائیل اسلام آباد کراچی لاہور پشاور کوئٹہ حکومت عوام وزیراعظم پاکستان اجلاس سندھ پنجاب بلوچستان خیبرپختونخوا قومی اسمبلی عدالت فیصلہ بجٹ ترقی منصوبہ کورونا ویکسین فلسطین غزہ اسرائیل اسلام آباد کراچی لاہور پشاور کوئٹہ حکومت عوام وزیراعظم پاکستان اجلاس سندھ پنجاب بلوچستان خیبرپختونخوا قومی اسمبلی عدالت فیصلہ بجٹ ترقی منصوبہ کورونا ویکسین فلسطین غزہ اسرائیل اسلام آباد کراچی لاہور پشاور کوئٹہ حکومت عوام وزیراعظم پاکستان اجلاس سندھ پنجاب بلوچستان خیبرپختونخوا قومی اسمبلی عدالت فیصلہ بجٹ ترقی منصوبہ کورونا ویکسین فل xyxy=(273,1029,386,1193)
news-item-tag xyxy=(392,760,508,778)
news-item-body: اسلام آباد کراچی لاہور پشاور کوئٹہ حکومت عوام وزیراعظم پاکستان اجلاس سندھ پنجاب بلوچستان خیبرپختونخوا قومی اسمبلی عدالت فیصلہ بجٹ ترقی منصوبہ کورونا ویکسین فلسطین غزہ اسرائیل اسلام آباد کراچی لاہور پشاور کوئٹہ حکومت عوام وزیراعظم پاکستان اجلاس سندھ پنجاب بلوچستان خیبرپختونخوا قومی اسمبلی عدالت فیصلہ بجٹ ترقی منصوبہ کورونا ویکسین فلسطین غزہ اسرائیل اسلام آباد کراچی لاہور پشاور کوئٹہ حکومت عوام وزیراعظم پاکستان اجلاس سندھ پنجاب بلوچستان خیبرپختونخوا قومی اسمبلی عدالت فیصلہ بجٹ ترقی منصوبہ کورونا ویکسین فلسطین غزہ اسرائیل اسلام آباد کراچی لاہور پشاور کوئٹہ حکومت عوام وزیراعظم پاکستان اجلاس سندھ پنجاب بلوچستان خیبرپختونخوا قومی اسمبلی عدالت فیصلہ بجٹ ترقی منصوبہ کورونا ویکسین فلسطین غزہ اسرائیل اسلام آباد کراچی لاہور پشاور کوئٹہ حکومت عوام وزیراعظم پاکستان اجلاس سندھ پنجاب xyxy=(153,1304,266,1452)
news-item-number: 30 xyxy=(272,819,308,837)
news-item-tag xyxy=(632,841,748,859)
news-item-label: خبرنمبر xyxy=(225,1457,264,1468)
news-item-number: 38 xyxy=(151,760,187,778)
news-item-number: 13 xyxy=(512,379,548,397)
news-item-body: اسلام آباد کراچی لاہور پشاور کوئٹہ حکومت عوام وزیراعظم پاکستان اجلاس سندھ پنجاب بلوچستان خیبرپختونخوا قومی اسمبلی عدالت فیصلہ بجٹ ترقی منصوبہ کورونا ویکسین فلسطین غزہ اسرائیل اسلام آباد کراچی لاہور پشاور کوئٹہ حکومت عوام وزیراعظم پاکستان اجلاس سندھ پنجاب بلوچستان خیبرپختونخوا قومی اسمبلی عدالت فیصلہ بجٹ ترقی منصوبہ کورونا ویکسین فلسطین غزہ اسرائیل اسلام آباد کراچی لاہور پشاور کوئٹہ حکومت عوام وزیراعظم پاکستان اجلاس سندھ پنجاب بلوچستان خیبرپختونخوا قومی اسمبلی عدالت فیصلہ بجٹ ترقی منصوبہ کورونا ویکسین فلسطین غزہ اسرائیل اسلام آباد کراچی لاہور پشاور کوئٹہ حکومت عوام وزیراعظم پاکستان اجلاس سندھ پنجاب بلوچستان خیبرپختونخوا قومی اسمبلی عدالت فیصلہ بجٹ ترقی منصوبہ کورونا ویکسین فلسطین غزہ اسرائیل اسلام آباد کراچی لاہور پشاور کوئٹہ حکومت عوام وزیراعظم پاکستان اجلاس سندھ پنجاب xyxy=(393,434,506,582)
news-item-body: اسلام آباد کراچی لاہور پشاور کوئٹہ حکومت عوام وزیراعظم پاکستان اجلاس سندھ پنجاب بلوچستان خیبرپختونخوا قومی اسمبلی عدالت فیصلہ بجٹ ترقی منصوبہ کورونا ویکسین فلسطین غزہ اسرائیل اسلام آباد کراچی لاہور پشاور کوئٹہ حکومت عوام وزیراعظم پاکستان اجلاس سندھ پنجاب بلوچستان خیبرپختونخوا قومی اسمبلی عدالت فیصلہ بجٹ ترقی منصوبہ کورونا ویکسین فلسطین غزہ اسرائیل اسلام آباد کراچی لاہور پشاور کوئٹہ حکومت عوام وزیراعظم پاکستان اجلاس سندھ پنجاب بلوچستان خیبرپختونخوا قومی اسمبلی عدالت فیصلہ بجٹ ترقی منصوبہ کورونا ویکسین فلسطین غزہ اسرائیل اسلام آباد کراچی لاہور پشاور کوئٹہ حکومت عوام وزیراعظم پاکستان اجلاس سندھ پنجاب بلوچستان خیبرپختونخوا قومی اسمبلی عدالت فیصلہ بجٹ ترقی منصوبہ کورونا ویکسین فلسطین غزہ اسرائیل اسلام آباد کراچی لاہور پشاور کوئٹہ حکومت عوام وزیراعظم پاکستان اجلاس سندھ پنجاب بلوچستان خیبرپختونخوا قومی اسمبلی عدالت فیصلہ بجٹ ترقی منصوبہ کورونا ویکسین فلسطین غزہ اسرائیل اسلام آباد کراچی لاہور پشاور کوئٹہ حکومت عوام وزیراعظم پاکستان اجلاس سندھ پنجاب بلوچستان خیبرپختونخوا قومی اسمبلی عدالت فیصلہ بجٹ ترقی منصوبہ کورونا ویکسین فلسطین غزہ اسرائیل اسلام آباد کراچی لاہور پشاور کوئٹہ حکومت عوام وزیراعظم پاکستان اجلاس سندھ پنجاب بلوچستان خیبرپختونخوا قومی اسمبلی عدالت فیصلہ بجٹ ترقی منصوبہ کورونا ویکسین فلسطین غزہ اسرائیل اسلام آباد کراچی لاہور پشاور کوئٹہ حکومت عوام وزیراعظم پاکستان اجلاس سندھ پنجاب بلوچستان خیبرپختونخوا قومی اسمبلی عدالت فیصلہ بجٹ ترقی منصوبہ کورونا ویکسین فلسطین غزہ اسرائیل اسلام آباد کراچی لاہور پشاور کوئٹہ حکومت عوام وزیراعظم پاکستان اجلاس سندھ پنجاب بلوچستان خیبرپختونخوا قومی اسمبلی عدالت xyxy=(514,86,627,375)
news-col-6 xyxy=(270,60,389,1645)
news-item-label: خبرنمبر xyxy=(585,1323,625,1335)
news-item-tag xyxy=(151,238,267,256)
news-item-number: 45 xyxy=(31,323,67,341)
news-item-number: 11 xyxy=(632,1230,668,1248)
news-item-number: 54 xyxy=(31,1490,67,1508)
news-item-number: 10 xyxy=(632,841,668,859)
news-item-label: خبرنمبر xyxy=(465,935,504,946)
news-item-body: اسلام آباد کراچی لاہور پشاور کوئٹہ حکومت عوام وزیراعظم پاکستان اجلاس سندھ پنجاب بلوچستان خیبرپختونخوا قومی اسمبلی عدالت فیصلہ بجٹ ترقی منصوبہ کورونا ویکسین فلسطین غزہ اسرائیل اسلام آباد کراچی لاہور پشاور کوئٹہ حکومت عوام وزیراعظم پاکستان اجلاس سندھ پنجاب بلوچستان خیبرپختونخوا قومی اسمبلی عدالت فیصلہ بجٹ ترقی منصوبہ کورونا ویکسین فلسطین غزہ اسرائیل اسلام آباد کراچی لاہور پشاور کوئٹہ حکومت عوام وزیراعظم پاکستان اجلاس سندھ پنجاب بلوچستان خیبرپختونخوا قومی اسمبلی عدالت فیصلہ بجٹ ترقی منصوبہ کورونا ویکسین فلسطین غزہ اسرائیل اسلام آباد کراچی لاہور پشاور کوئٹہ حکومت عوام وزیراعظم پاکستان اجلاس سندھ پنجاب بلوچستان خیبرپختونخوا قومی اسمبلی عدالت فیصلہ بجٹ ترقی منصوبہ کورونا ویکسین فلسطین غزہ اسرائیل اسلام آباد کراچی لاہور پشاور کوئٹہ حکومت عوام وزیراعظم پاکستان اجلاس سندھ پنجاب بلوچستان خیبرپختونخوا قومی اسمبلی عدالت فیصلہ بجٹ ترقی منصوبہ کورونا ویکسین فلسطین غزہ اسرائیل اسلام آباد کراچی لاہور پشاور کوئٹہ حکومت عوام وزیراعظم پاکستان اجلاس سندھ پنجاب بلوچستان خیبرپختونخوا قومی اسمبلی عدالت فیصلہ بجٹ ترقی منصوبہ کورونا ویکسین فلسطین غزہ اسرائیل اسلام آباد کراچی لاہور پشاور کوئٹہ حکومت عوام وزیراعظم پاکستان اجلاس سندھ پنجاب بلوچستان خیبرپختونخوا قومی اسمبلی عدالت فیصلہ بجٹ ترقی منصوبہ کورونا ویکسین فلسطین غزہ اسرائیل اسلام آباد کراچی لاہور پشاور کوئٹہ حکومت عوام وزیراعظم پاکستان اجلاس سندھ پنجاب بلوچستان خیبرپختونخوا قومی اسمبلی عدالت فیصلہ بجٹ ترقی منصوبہ کورونا ویکسین فلسطین غزہ اسرائیل اسلام آباد کراچی لاہور پشاور کوئٹہ حکومت عوام وزیراعظم پاکستان اجلاس سندھ پنجاب بلوچستان خیبرپختونخوا قومی اسمبلی عدالت فیصلہ بجٹ ترقی منصوبہ کورونا ویکسین فلسطین غزہ اسرائیل اسلام آباد کراچی لاہور پشاور کوئٹہ حکومت عوام وزیراعظم پاکستان اجلاس سندھ پنجاب بلوچستان خیبرپختونخوا قومی اسمبلی عدالت فیصلہ بجٹ ترقی منصوبہ کورونا ویکسین فلسطین غزہ اسرائیل اسلام آباد کراچی لاہور پشاور کوئٹہ حکومت عوام وزیراعظم پاکستان اجلاس سندھ پنجاب بلوچستان خیبرپختونخوا قومی اسمبلی عدالت فیصلہ بجٹ ترقی منصوبہ کورونا ویکسین فل xyxy=(874,1251,987,1615)
news-item-number: 6 xyxy=(753,586,789,604)
news-item-body: اسلام آباد کراچی لاہور پشاور کوئٹہ حکومت عوام وزیراعظم پاکستان اجلاس سندھ پنجاب بلوچستان خیبرپختونخوا قومی اسمبلی عدالت فیصلہ بجٹ ترقی منصوبہ کورونا ویکسین فلسطین غزہ اسرائیل اسلام آباد کراچی لاہور پشاور کوئٹہ حکومت عوام وزیراعظم پاکستان اجلاس سندھ پنجاب بلوچستان خیبرپختونخوا قومی اسمبلی عدالت فیصلہ بجٹ ترقی منصوبہ کورونا ویکسین فلسطین غزہ اسرائیل اسلام آباد کراچی لاہور پشاور کوئٹہ حکومت عوام وزیراعظم پاکستان اجلاس سندھ پنجاب بلوچستان خیبرپختونخوا قومی اسمبلی عدالت فیصلہ بجٹ ترقی منصوبہ کورونا ویکسین فلسطین غزہ اسرائیل اسلام آباد کراچی لاہور پشاور کوئٹہ حکومت عوام وزیراعظم پاکستان اجلاس سندھ پنجاب بلوچستان خیبرپختونخوا قومی اسمبلی عدالت فیصلہ بجٹ ترقی منصوبہ کورونا ویکسین فلسطین غزہ اسرائیل اسلام آباد کراچی لاہور پشاور کوئٹہ حکومت عوام وزیراعظم پاکستان اجلاس سندھ پنجاب بلوچستان خیبرپختونخوا قومی اسمبلی عدالت فیصلہ بجٹ ترقی منصوبہ کورونا ویکسین فلسطین غزہ اسرائیل اسلام آباد کراچی لاہور پشاور کوئٹہ حکومت عوام وزیراعظم پاکستان اجلاس سندھ پنجاب بلوچستان خیبرپختونخوا قومی اسمبلی عدالت فیصلہ بجٹ ترقی منصوبہ کورونا ویکسین فلسطین غزہ اسرائیل اسلام آباد کراچی لاہور پشاور کوئٹہ حکومت عوام وزیراعظم پاکستان اجلاس سندھ پنجاب بلوچستان خیبرپختونخوا قومی اسمبلی عدالت فیصلہ بجٹ ترقی منصوبہ کورونا ویکسین فلسطین غزہ اسرائیل اسلام آباد کراچی لاہور پشاور کوئٹہ حکومت عوام وزیراعظم پاکستان اجلاس سندھ پنجاب بلوچستان خیبرپختونخوا قومی اسمبلی عدالت فیصلہ بجٹ ترقی منصوبہ کورونا ویکسین فلسطین غزہ اسرائیل اسلام آباد کراچی لاہور پشاور کوئٹہ حکومت عوام وزیراعظم پاکستان اجلاس سندھ پنجاب بلوچستان خیبرپختونخوا قومی اسمبلی عدالت xyxy=(514,400,627,690)
news-item-tag xyxy=(753,64,869,82)
news-item-body: اسلام آباد کراچی لاہور پشاور کوئٹہ حکومت عوام وزیراعظم پاکستان اجلاس سندھ پنجاب بلوچستان خیبرپختونخوا قومی اسمبلی عدالت فیصلہ بجٹ ترقی منصوبہ کورونا ویکسین فلسطین غزہ اسرائیل اسلام آباد کراچی لاہور پشاور کوئٹہ حکومت عوام وزیراعظم پاکستان اجلاس سندھ پنجاب بلوچستان خیبرپختونخوا قومی اسمبلی عدالت فیصلہ بجٹ ترقی منصوبہ کورونا ویکسین فلسطین غزہ اسرائیل اسلام آباد کراچی لاہور پشاور کوئٹہ حکومت عوام وزیراعظم پاکستان اجلاس سندھ پنجاب بلوچستان خیبرپختونخوا قومی اسمبلی عدالت فیصلہ بجٹ ترقی منصوبہ کورونا ویکسین فلسطین غزہ اسرائیل اسلام آباد کراچی لاہور xyxy=(33,1252,146,1356)
news-item-number: 2 xyxy=(873,453,909,471)
news-col-3 xyxy=(630,60,749,1645)
news-item-number: 32 xyxy=(272,1197,308,1215)
news-item-label: خبرنمبر xyxy=(225,1109,264,1120)
news-item-body: اسلام آباد کراچی لاہور پشاور کوئٹہ حکومت عوام وزیراعظم پاکستان اجلاس سندھ پنجاب بلوچستان خیبرپختونخوا قومی اسمبلی عدالت فیصلہ بجٹ ترقی منصوبہ کورونا ویکسین فلسطین غزہ اسرائیل اسلام آباد کراچی لاہور پشاور کوئٹہ حکومت عوام وزیراعظم پاکستان اجلاس سندھ پنجاب بلوچستان خیبرپختونخوا قومی اسمبلی عدالت فیصلہ بجٹ ترقی منصوبہ کورونا ویکسین فلسطین غزہ اسرائیل اسلام آباد کراچی لاہور پشاور کوئٹہ حکومت عوام وزیراعظم پاکستان اجلاس سندھ پنجاب بلوچستان خیبرپختونخوا قومی اسمبلی عدالت فیصلہ بجٹ ترقی منصوبہ کورونا ویکسین فلسطین غزہ اسرائیل اسلام آباد کراچی لاہور پشاور کوئٹہ حکومت عوام وزیراعظم پاکستان اجلاس سندھ پنجاب بلوچستان خیبرپختونخوا قومی اسمبلی عدالت فیصلہ بجٹ ترقی منصوبہ کورونا ویکسین فلسطین غزہ اسرائیل اسلام آباد کراچی لاہور پشاور کوئٹہ حکومت عوام وزیراعظم پاکستان اجلاس سندھ پنجاب بلوچستان خیبرپختونخوا قومی اسمبلی عدالت فیصلہ بجٹ ترقی منصوبہ کورونا ویکسین فلسطین غزہ اسرائیل اسلام آباد کراچی لاہور پشاور کوئٹہ حکومت عوام وزیراعظم پاکستان اجلاس سندھ پنجاب بلوچستان خیبرپختونخوا قومی اسمبلی عدالت فیصلہ بجٹ ترقی منصوبہ کورونا ویکسین فلسطین غزہ اسرائیل اسلام آباد کراچی لاہور پشاور کوئٹہ حکومت عوام وزیراعظم پاکستان اجلاس سندھ پنجاب بلوچستان خیبرپختونخوا قومی اسمبلی عدالت فیصلہ بجٹ ترقی منصوبہ کورونا ویکسین فلسطین غزہ اسرائیل اسلام آباد کراچی لاہور پشاور کوئٹہ حکومت عوام وزیراعظم پاکستان اجلاس سندھ پنجاب بلوچستان خیبرپختونخوا قومی اسمبلی عدالت فیصلہ بجٹ ترقی منصوبہ کورونا ویکسین فلسطین غزہ اسرائیل اسلام آباد کراچی لاہور پشاور کوئٹہ حکومت عوام وزیراعظم پاکستان اجلاس سندھ پنجاب بلوچستان خیبرپختونخوا قومی اسمبلی عدالت فیصلہ بجٹ ترقی منصوبہ کورونا ویکسین فلسطین غزہ اسرائیل اسلام آباد کراچی لاہور پشاور کوئٹہ حکومت عوام وزیراعظم پاکستان اجلاس سندھ پنجاب بلوچستان خیبرپختونخوا قومی اسمبلی عدالت فیصلہ بجٹ ترقی منصوبہ کورونا ویکسین فلسطین غزہ اسرائیل اسلام آباد کراچی لاہور پشاور کوئٹہ حکومت عوام وزیراعظم پاکستان اجلاس سندھ پنجاب بلوچستان خیبرپختونخوا قومی اسمبلی عدالت فیصلہ بجٹ ترقی منصوبہ کورونا ویکسین فل xyxy=(634,1251,747,1615)
news-item-tag xyxy=(31,453,147,471)
news-item-label: خبرنمبر xyxy=(946,1230,985,1242)
news-item-body: اسلام آباد کراچی لاہور پشاور کوئٹہ حکومت عوام وزیراعظم پاکستان اجلاس سندھ پنجاب بلوچستان خیبرپختونخوا قومی اسمبلی عدالت فیصلہ بجٹ ترقی منصوبہ کورونا ویکسین فلسطین غزہ اسرائیل اسلام آباد کراچی لاہور پشاور کوئٹہ حکومت عوام وزیراعظم پاکستان اجلاس سندھ پنجاب بلوچستان خیبرپختونخوا قومی اسمبلی عدالت فیصلہ بجٹ ترقی منصوبہ کورونا ویکسین فلسطین غزہ اسرائیل اسلام آباد کراچی لاہور پشاور کوئٹہ حکومت عوام وزیراعظم پاکستان اجلاس سندھ پنجاب بلوچستان خیبرپختونخوا قومی اسمبلی عدالت فیصلہ بجٹ ترقی منصوبہ کورونا ویکسین فلسطین غزہ اسرائیل اسلام آباد کراچی لاہور پشاور کوئٹہ حکومت عوام وزیراعظم پاکستان اجلاس سندھ پنجاب بلوچستان خیبرپختونخوا قومی اسمبلی عدالت فیصلہ بجٹ ترقی منصوبہ کورونا ویکسین فلسطین غزہ اسرائیل اسلام آباد کراچی لاہور پشاور کوئٹہ حکومت عوام وزیراعظم پاکستان اجلاس سندھ پنجاب بلوچستان خیبرپختونخوا قومی اسمبلی عدالت فیصلہ بجٹ ترقی منصوبہ کورونا ویکسین فلسطین غزہ اسرائیل اسلام آباد کراچی لاہور پشاور کوئٹہ حکومت عوام وزیراعظم پاکستان اجلاس سندھ پنجاب بلوچستان خیبرپختونخوا قومی اسمبلی عدالت فیصلہ بجٹ ترقی منصوبہ کورونا ویکسین فلسطین غزہ اسرائیل اسلام آباد کراچی لاہور پشاور کوئٹہ حکومت عوام وزیراعظم پاکستان اجلاس سندھ پنجاب بلوچستان خیبرپختونخوا قومی اسمبلی عدالت فیصلہ بجٹ ترقی منصوبہ کورونا ویکسین فلسطین غزہ اسرائیل اسلام آباد کراچی لاہور پشاور کوئٹہ حکومت عوام وزیراعظم پاکستان اجلاس سندھ پنجاب بلوچستان خیبرپختونخوا قومی اسمبلی عدالت فیصلہ بجٹ ترقی منصوبہ کورونا ویکسین فلسطین غزہ اسرائیل اسلام آباد کراچی لاہور پشاور کوئٹہ حکومت عوام وزیراعظم پاکستان اجلاس سندھ پنجاب بلوچستان خیبرپختونخوا قومی اسمبلی عدالت فیصلہ بجٹ ترقی منصوبہ کورونا ویکسین فلسطین غزہ اسرائیل اسلام آباد کراچی لاہور پشاور کوئٹہ حکومت عوام وزیراعظم پاکستان اجلاس سندھ پنجاب بلوچستان خیبرپختونخوا قومی اسمبلی عدالت فیصلہ بجٹ ترقی منصوبہ کورونا ویکسین فلسطین غزہ اسرائیل اسلام آباد کراچی لاہور پشاور کوئٹہ حکومت عوام وزیراعظم پاکستان اجلاس سندھ پنجاب بلوچستان خیبرپختونخوا قومی اسمبلی عدالت فیصلہ بجٹ ترقی منصوبہ کورونا ویکسین فل xyxy=(874,86,987,449)
news-item-body: اسلام آباد کراچی لاہور پشاور کوئٹہ حکومت عوام وزیراعظم پاکستان اجلاس سندھ پنجاب بلوچستان خیبرپختونخوا قومی اسمبلی عدالت فیصلہ بجٹ ترقی منصوبہ کورونا ویکسین فلسطین غزہ اسرائیل اسلام آباد کراچی لاہور پشاور کوئٹہ حکومت عوام وزیراعظم پاکستان اجلاس سندھ پنجاب بلوچستان خیبرپختونخوا قومی اسمبلی عدالت فیصلہ بجٹ ترقی منصوبہ کورونا ویکسین فلسطین غزہ اسرائیل اسلام آباد کراچی لاہور پشاور کوئٹہ حکومت عوام وزیراعظم پاکستان اجلاس سندھ پنجاب بلوچستان خیبرپختونخوا قومی اسمبلی عدالت فیصلہ بجٹ ترقی منصوبہ کورونا ویکسین فلسطین غزہ اسرائیل اسلام آباد کراچی لاہور پشاور کوئٹہ حکومت عوام وزیراعظم پاکستان اجلاس سندھ پنجاب بلوچستان خیبرپختونخوا قومی اسمبلی عدالت فیصلہ بجٹ ترقی منصوبہ کورونا ویکسین فلسطین غزہ اسرائیل اسلام آباد کراچی لاہور پشاور کوئٹہ حکومت عوام وزیراعظم پاکستان اجلاس سندھ پنجاب بلوچستان خیبرپختونخوا قومی اسمبلی عدالت فیصلہ بجٹ ترقی منصوبہ کورونا ویکسین فل xyxy=(273,1407,386,1571)
news-item-tag xyxy=(392,238,508,256)
news-item-body: اسلام آباد کراچی لاہور پشاور کوئٹہ حکومت عوام وزیراعظم پاکستان اجلاس سندھ پنجاب بلوچستان خیبرپختونخوا قومی اسمبلی عدالت فیصلہ بجٹ ترقی منصوبہ کورونا ویکسین فلسطین غزہ اسرائیل اسلام آباد کراچی لاہور پشاور کوئٹہ حکومت عوام وزیراعظم پاکستان اجلاس سندھ پنجاب بلوچستان خیبرپختونخوا قومی اسمبلی عدالت فیصلہ بجٹ ترقی منصوبہ کورونا ویکسین فلسطین غزہ اسرائیل اسلام آباد کراچی لاہور پشاور کوئٹہ حکومت عوام وزیراعظم پاکستان اجلاس سندھ پنجاب بلوچستان خیبرپختونخوا قومی اسمبلی عدالت فیصلہ بجٹ ترقی منصوبہ کورونا ویکسین فلسطین غزہ اسرائیل اسلام آباد کراچی لاہور پشاور کوئٹہ حکومت عوام وزیراعظم پاکستان اجلاس سندھ پنجاب بلوچستان خیبرپختونخوا قومی اسمبلی عدالت فیصلہ بجٹ ترقی منصوبہ کورونا ویکسین فلسطین غزہ اسرائیل اسلام آباد کراچی لاہور پشاور کوئٹہ حکومت عوام وزیراعظم پاکستان اجلاس سندھ پنجاب بلوچستان خیبرپختونخوا قومی اسمبلی عدالت فیصلہ بجٹ ترقی منصوبہ کورونا ویکسین فلسطین غزہ اسرائیل اسلام آباد کراچی لاہور پشاور کوئٹہ حکومت عوام وزیراعظم پاکستان اجلاس سندھ پنجاب بلوچستان خیبرپختونخوا قومی اسمبلی عدالت فیصلہ بجٹ ترقی منصوبہ کورونا ویکسین فلسطین غزہ اسرائیل اسلام آباد کراچی لاہور پشاور کوئٹہ حکومت عوام وزیراعظم پاکستان اجلاس سندھ پنجاب بلوچستان خیبرپختونخوا قومی اسمبلی عدالت فیصلہ بجٹ ترقی منصوبہ کورونا ویکسین فلسطین غزہ اسرائیل اسلام آباد کراچی لاہور پشاور کوئٹہ حکومت عوام وزیراعظم پاکستان اجلاس سندھ پنجاب بلوچستان خیبرپختونخوا قومی اسمبلی عدالت فیصلہ بجٹ ترقی منصوبہ کورونا ویکسین فلسطین غزہ اسرائیل اسلام آباد کراچی لاہور پشاور کوئٹہ حکومت عوام وزیراعظم پاکستان اجلاس سندھ پنجاب بلوچستان خیبرپختونخوا قومی اسمبلی عدالت فیصلہ بجٹ ترقی منصوبہ کورونا ویکسین فلسطین غزہ اسرائیل اسلام آباد کراچی لاہور پشاور کوئٹہ حکومت عوام وزیراعظم پاکستان اجلاس سندھ پنجاب بلوچستان خیبرپختونخوا قومی اسمبلی عدالت فیصلہ بجٹ ترقی منصوبہ کورونا ویکسین فلسطین غزہ اسرائیل اسلام آباد کراچی لاہور پشاور کوئٹہ حکومت عوام وزیراعظم پاکستان اجلاس سندھ پنجاب بلوچستان خیبرپختونخوا قومی اسمبلی عدالت فیصلہ بجٹ ترقی منصوبہ کورونا ویکسین فل xyxy=(634,86,747,449)
news-item-label: خبرنمبر xyxy=(104,1231,144,1243)
news-item-label: خبرنمبر xyxy=(104,453,144,465)
news-item-number: 34 xyxy=(151,64,187,82)
news-item-label: خبرنمبر xyxy=(104,712,144,724)
news-item-number: 3 xyxy=(873,841,909,859)
news-item-label: خبرنمبر xyxy=(104,1360,144,1372)
news-item-label: خبرنمبر xyxy=(225,239,264,250)
news-item-number: 37 xyxy=(151,586,187,604)
